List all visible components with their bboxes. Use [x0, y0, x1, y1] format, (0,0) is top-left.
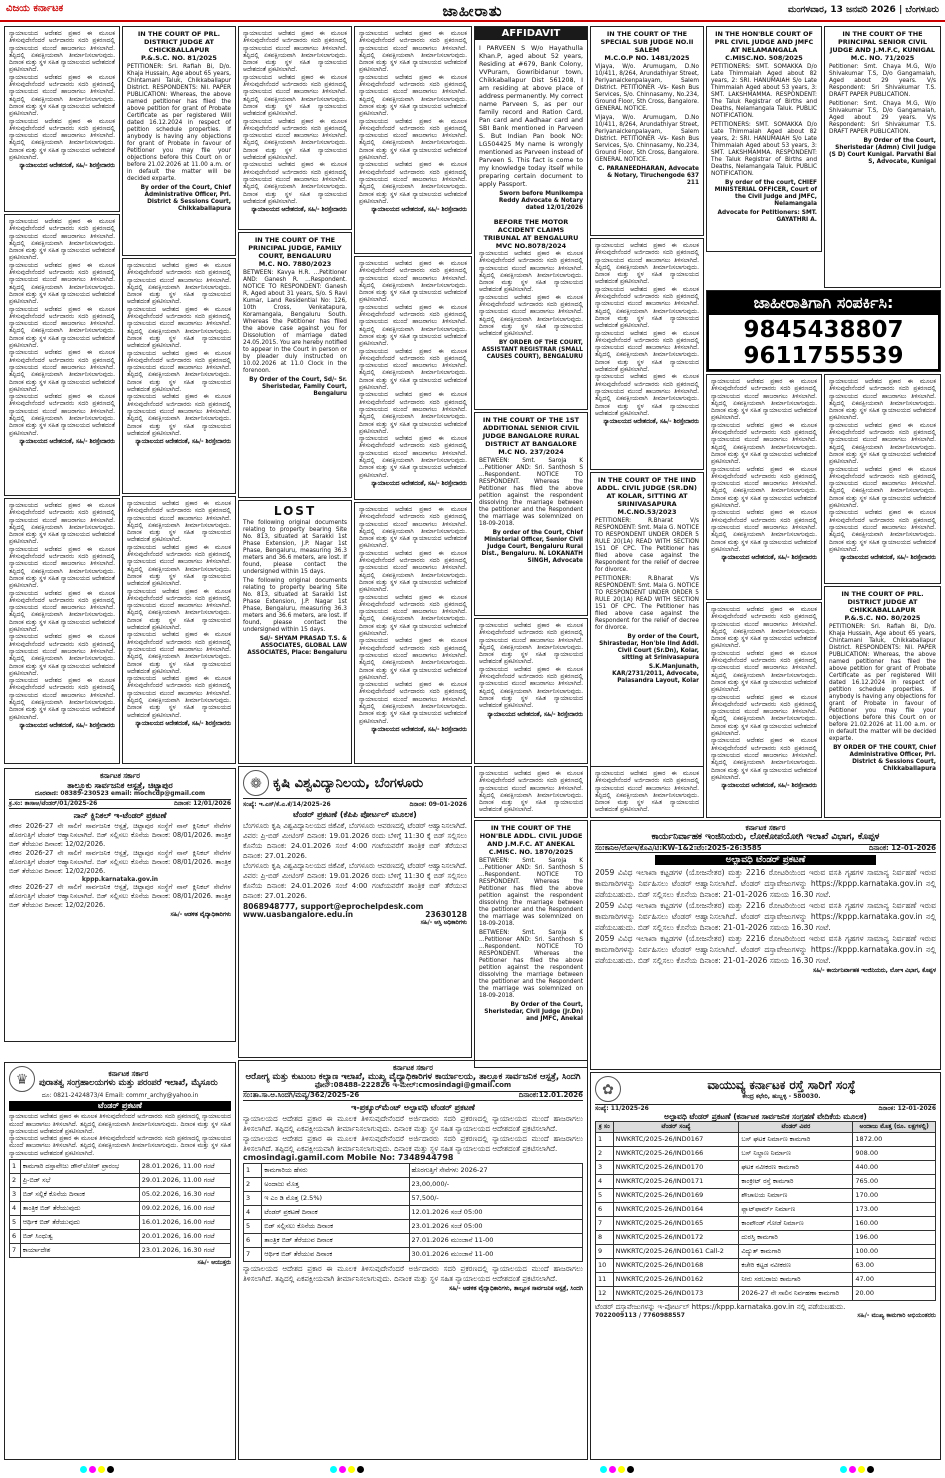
nwkrtc-tender-cell: NWKRTC/2025-26/IND0164: [613, 1203, 739, 1217]
nwkrtc-tender-cell: ವಿದ್ಯುತ್ ಕಾಮಗಾರಿ: [739, 1245, 853, 1259]
kannada-court-notice-7: ನ್ಯಾಯಾಲಯದ ಆದೇಶದ ಪ್ರಕಾರ ಈ ಮೂಲಕ ತಿಳಿಸುವುದೇನೆಂದರೆ ಅರ್ಜಿದಾರರು ಸದರಿ ಪ್ರಕರಣದಲ್ಲಿ ನ್ಯಾಯಾಲಯದ ಮುಂದೆ ಹಾಜರಾಗಲು ತಿಳಿಸಲಾಗಿದೆ. ತಪ್ಪಿದಲ್ಲಿ ಏಕಪಕ್ಷೀಯವಾಗಿ ತೀರ್ಮಾನಿಸಲಾಗುವುದು. ದಿನಾಂಕ ಮತ್ತು ಸ್ಥಳ ಸಹಿತ ನ್ಯಾಯಾಲಯದ ಆದೇಶದಂತೆ ಪ್ರಕಟಿಸಲಾಗಿದೆ. ನ್ಯಾಯಾಲಯದ ಆದೇಶದ ಪ್ರಕಾರ ಈ ಮೂಲಕ ತಿಳಿಸುವುದೇನೆಂದರೆ ಅರ್ಜಿದಾರರು ಸದರಿ ಪ್ರಕರಣದಲ್ಲಿ ನ್ಯಾಯಾಲಯದ ಮುಂದೆ ಹಾಜರಾಗಲು ತಿಳಿಸಲಾಗಿದೆ. ತಪ್ಪಿದಲ್ಲಿ ಏಕಪಕ್ಷೀಯವಾಗಿ ತೀರ್ಮಾನಿಸಲಾಗುವುದು. ದಿನಾಂಕ ಮತ್ತು ಸ್ಥಳ ಸಹಿತ ನ್ಯಾಯಾಲಯದ ಆದೇಶದಂತೆ ಪ್ರಕಟಿಸಲಾಗಿದೆ. ನ್ಯಾಯಾಲಯದ ಆದೇಶದ ಪ್ರಕಾರ ಈ ಮೂಲಕ ತಿಳಿಸುವುದೇನೆಂದರೆ ಅರ್ಜಿದಾರರು ಸದರಿ ಪ್ರಕರಣದಲ್ಲಿ ನ್ಯಾಯಾಲಯದ ಮುಂದೆ ಹಾಜರಾಗಲು ತಿಳಿಸಲಾಗಿದೆ. ತಪ್ಪಿದಲ್ಲಿ ಏಕಪಕ್ಷೀಯವಾಗಿ ತೀರ್ಮಾನಿಸಲಾಗುವುದು. ದಿನಾಂಕ ಮತ್ತು ಸ್ಥಳ ಸಹಿತ ನ್ಯಾಯಾಲಯದ ಆದೇಶದಂತೆ ಪ್ರಕಟಿಸಲಾಗಿದೆ. ನ್ಯಾಯಾಲಯದ ಆದೇಶದ ಪ್ರಕಾರ ಈ ಮೂಲಕ ತಿಳಿಸುವುದೇನೆಂದರೆ ಅರ್ಜಿದಾರರು ಸದರಿ ಪ್ರಕರಣದಲ್ಲಿ ನ್ಯಾಯಾಲಯದ ಮುಂದೆ ಹಾಜರಾಗಲು ತಿಳಿಸಲಾಗಿದೆ. ತಪ್ಪಿದಲ್ಲಿ ಏಕಪಕ್ಷೀಯವಾಗಿ ತೀರ್ಮಾನಿಸಲಾಗುವುದು. ದಿನಾಂಕ ಮತ್ತು ಸ್ಥಳ ಸಹಿತ ನ್ಯಾಯಾಲಯದ ಆದೇಶದಂತೆ ಪ್ರಕಟಿಸಲಾಗಿದೆ. ನ್ಯಾಯಾಲಯದ ಆದೇಶದಂತೆ, ಸಹಿ/- ಶಿರಸ್ತೇದಾರರು: [354, 26, 472, 254]
nwkrtc-tender-cell: 11: [596, 1273, 614, 1287]
health-tender-table: [243, 1163, 583, 1262]
nwkrtc-tender-cell: 47.00: [853, 1273, 936, 1287]
helpdesk-contact[interactable]: 8068948777, support@eprochelpdesk.com: [243, 902, 424, 912]
nwkrtc-tender-cell: ಪ್ಲಾಟ್‌ಫಾರ್ಮ್ ನಿರ್ಮಾಣ: [739, 1203, 853, 1217]
health-tender-cell: 7: [244, 1247, 262, 1261]
ad-phone-2[interactable]: 9611755539: [743, 343, 904, 369]
archaeology-schedule-cell: ಬಿಡ್ ಸಲ್ಲಿಕೆ ಕೊನೆಯ ದಿನಾಂಕ: [20, 1188, 139, 1202]
nwkrtc-tender-cell: 1872.00: [853, 1133, 936, 1147]
tender-notice-nwkrtc: ✿ ವಾಯುವ್ಯ ಕರ್ನಾಟಕ ರಸ್ತೆ ಸಾರಿಗೆ ಸಂಸ್ಥೆ ಕೇಂದ್ರ ಕಛೇರಿ, ಹುಬ್ಬಳ್ಳಿ - 580030. ಸಂಖ್ಯೆ: 11/2025-26 ದಿನಾಂಕ: 12-01-2026 ಅಲ್ಪಾವಧಿ ಟೆಂಡರ್ ಪ್ರಕಟಣೆ (ಕರ್ನಾಟಕ ಸಾರ್ವಜನಿಕ ಸಂಗ್ರಹಣೆ ವೇದಿಕೆಯ ಮೂಲಕ) ಕ್ರ ಸಂ ಟೆಂಡರ್ ಸಂಖ್ಯೆ ಟೆಂಡರ್ ವಿವರ ಅಂದಾಜು ಮೊತ್ತ (ರೂ. ಲಕ್ಷಗಳಲ್ಲಿ) 1 NWKRTC/2025-26/IND0167 ಬಸ್ ಘಟಕ ನಿರ್ಮಾಣ ಕಾಮಗಾರಿ 1872.00 2 NWKRTC/2025-26/IND0166 ಬಸ್ ನಿಲ್ದಾಣ ನಿರ್ಮಾಣ 908.00 3 NWKRTC/2025-26/IND0170 ಘಟಕ ನವೀಕರಣ ಕಾಮಗಾರಿ 440.00 4 NWKRTC/2025-26/IND0171 ಕಾಂಕ್ರೀಟ್ ರಸ್ತೆ ಕಾಮಗಾರಿ 765.00 5 NWKRTC/2025-26/IND0169 ಶೌಚಾಲಯ ನಿರ್ಮಾಣ 170.00 6 NWKRTC/2025-26/IND0164 ಪ್ಲಾಟ್‌ಫಾರ್ಮ್ ನಿರ್ಮಾಣ 173.00 7 NWKRTC/2025-26/IND0165 ಕಾಂಪೌಂಡ್ ಗೋಡೆ ನಿರ್ಮಾಣ 160.00 8 NWKRTC/2025-26/IND0172 ದುರಸ್ತಿ ಕಾಮಗಾರಿ 196.00 9 NWKRTC/2025-26/IND0161 Call-2 ವಿದ್ಯುತ್ ಕಾಮಗಾರಿ 100.00 10 NWKRTC/2025-26/IND0168 ಕಚೇರಿ ಕಟ್ಟಡ ನವೀಕರಣ 63.00 11 NWKRTC/2025-26/IND0162 ನೀರು ಸರಬರಾಜು ಕಾಮಗಾರಿ 47.00 12 NWKRTC/2025-26/IND0173 2026-27 ನೇ ಸಾಲಿನ ನಿರ್ವಹಣಾ ಕಾಮಗಾರಿ 20.00 ಟೆಂಡರ್ ದಸ್ತಾವೇಜುಗಳನ್ನು ಇ-ಪೋರ್ಟಲ್ https://kppp.karnataka.gov.in ನಲ್ಲಿ ಪಡೆಯಬಹುದು. 7022009113 / 7760988557 ಸಹಿ/- ಮುಖ್ಯ ಕಾಮಗಾರಿ ಅಭಿಯಂತರರು: [590, 1072, 941, 1460]
archaeology-schedule-cell: 4: [10, 1202, 21, 1216]
court-notice-nelamangala: IN THE HON'BLE COURT OF PRL CIVIL JUDGE AND JMFC AT NELAMANGALA C.MISC.NO. 508/2025 PETITIONERS: SMT. SOMAKKA D/o Late Thimmaiah Aged about 82 years, 2: SRI. HANUMAIAH S/o Late Thimmaiah Aged about 53 years, 3: SMT. LAKSHMAMMA. RESPONDENT: The Taluk Registrar of Births and Deaths, Nelamangala Taluk. PUBLIC NOTIFICATION. PETITIONERS: SMT. SOMAKKA D/o Late Thimmaiah Aged about 82 years, 2: SRI. HANUMAIAH S/o Late Thimmaiah Aged about 53 years, 3: SMT. LAKSHMAMMA. RESPONDENT: The Taluk Registrar of Births and Deaths, Nelamangala Taluk. PUBLIC NOTIFICATION. By order of the court, CHIEF MINISTERIAL OFFICER, Court of the Civil Judge and JMFC, Nelamangala Advocate for Petitioners: SMT. GAYATHRI A.: [706, 26, 822, 252]
kannada-court-notice-1: ನ್ಯಾಯಾಲಯದ ಆದೇಶದ ಪ್ರಕಾರ ಈ ಮೂಲಕ ತಿಳಿಸುವುದೇನೆಂದರೆ ಅರ್ಜಿದಾರರು ಸದರಿ ಪ್ರಕರಣದಲ್ಲಿ ನ್ಯಾಯಾಲಯದ ಮುಂದೆ ಹಾಜರಾಗಲು ತಿಳಿಸಲಾಗಿದೆ. ತಪ್ಪಿದಲ್ಲಿ ಏಕಪಕ್ಷೀಯವಾಗಿ ತೀರ್ಮಾನಿಸಲಾಗುವುದು. ದಿನಾಂಕ ಮತ್ತು ಸ್ಥಳ ಸಹಿತ ನ್ಯಾಯಾಲಯದ ಆದೇಶದಂತೆ ಪ್ರಕಟಿಸಲಾಗಿದೆ. ನ್ಯಾಯಾಲಯದ ಆದೇಶದ ಪ್ರಕಾರ ಈ ಮೂಲಕ ತಿಳಿಸುವುದೇನೆಂದರೆ ಅರ್ಜಿದಾರರು ಸದರಿ ಪ್ರಕರಣದಲ್ಲಿ ನ್ಯಾಯಾಲಯದ ಮುಂದೆ ಹಾಜರಾಗಲು ತಿಳಿಸಲಾಗಿದೆ. ತಪ್ಪಿದಲ್ಲಿ ಏಕಪಕ್ಷೀಯವಾಗಿ ತೀರ್ಮಾನಿಸಲಾಗುವುದು. ದಿನಾಂಕ ಮತ್ತು ಸ್ಥಳ ಸಹಿತ ನ್ಯಾಯಾಲಯದ ಆದೇಶದಂತೆ ಪ್ರಕಟಿಸಲಾಗಿದೆ. ನ್ಯಾಯಾಲಯದ ಆದೇಶದ ಪ್ರಕಾರ ಈ ಮೂಲಕ ತಿಳಿಸುವುದೇನೆಂದರೆ ಅರ್ಜಿದಾರರು ಸದರಿ ಪ್ರಕರಣದಲ್ಲಿ ನ್ಯಾಯಾಲಯದ ಮುಂದೆ ಹಾಜರಾಗಲು ತಿಳಿಸಲಾಗಿದೆ. ತಪ್ಪಿದಲ್ಲಿ ಏಕಪಕ್ಷೀಯವಾಗಿ ತೀರ್ಮಾನಿಸಲಾಗುವುದು. ದಿನಾಂಕ ಮತ್ತು ಸ್ಥಳ ಸಹಿತ ನ್ಯಾಯಾಲಯದ ಆದೇಶದಂತೆ ಪ್ರಕಟಿಸಲಾಗಿದೆ. ನ್ಯಾಯಾಲಯದ ಆದೇಶದಂತೆ, ಸಹಿ/- ಶಿರಸ್ತೇದಾರರು: [4, 26, 120, 212]
nwkrtc-tender-cell: NWKRTC/2025-26/IND0169: [613, 1189, 739, 1203]
nwkrtc-tender-cell: NWKRTC/2025-26/IND0168: [613, 1259, 739, 1273]
nwkrtc-tender-row: [596, 1259, 936, 1273]
nwkrtc-logo-icon: ✿: [595, 1076, 621, 1102]
archaeology-schedule-cell: 05.02.2026, 16.30 ಗಂಟೆ: [139, 1188, 230, 1202]
archaeology-schedule-cell: ಕಾಮಗಾರಿ ದಸ್ತಾವೇಜು ಡೌನ್‌ಲೋಡ್ ಪ್ರಾರಂಭ: [20, 1160, 139, 1174]
kannada-court-notice-11: ನ್ಯಾಯಾಲಯದ ಆದೇಶದ ಪ್ರಕಾರ ಈ ಮೂಲಕ ತಿಳಿಸುವುದೇನೆಂದರೆ ಅರ್ಜಿದಾರರು ಸದರಿ ಪ್ರಕರಣದಲ್ಲಿ ನ್ಯಾಯಾಲಯದ ಮುಂದೆ ಹಾಜರಾಗಲು ತಿಳಿಸಲಾಗಿದೆ. ತಪ್ಪಿದಲ್ಲಿ ಏಕಪಕ್ಷೀಯವಾಗಿ ತೀರ್ಮಾನಿಸಲಾಗುವುದು. ದಿನಾಂಕ ಮತ್ತು ಸ್ಥಳ ಸಹಿತ ನ್ಯಾಯಾಲಯದ ಆದೇಶದಂತೆ ಪ್ರಕಟಿಸಲಾಗಿದೆ. ನ್ಯಾಯಾಲಯದ ಆದೇಶದ ಪ್ರಕಾರ ಈ ಮೂಲಕ ತಿಳಿಸುವುದೇನೆಂದರೆ ಅರ್ಜಿದಾರರು ಸದರಿ ಪ್ರಕರಣದಲ್ಲಿ ನ್ಯಾಯಾಲಯದ ಮುಂದೆ ಹಾಜರಾಗಲು ತಿಳಿಸಲಾಗಿದೆ. ತಪ್ಪಿದಲ್ಲಿ ಏಕಪಕ್ಷೀಯವಾಗಿ ತೀರ್ಮಾನಿಸಲಾಗುವುದು. ದಿನಾಂಕ ಮತ್ತು ಸ್ಥಳ ಸಹಿತ ನ್ಯಾಯಾಲಯದ ಆದೇಶದಂತೆ ಪ್ರಕಟಿಸಲಾಗಿದೆ. ನ್ಯಾಯಾಲಯದ ಆದೇಶದ ಪ್ರಕಾರ ಈ ಮೂಲಕ ತಿಳಿಸುವುದೇನೆಂದರೆ ಅರ್ಜಿದಾರರು ಸದರಿ ಪ್ರಕರಣದಲ್ಲಿ ನ್ಯಾಯಾಲಯದ ಮುಂದೆ ಹಾಜರಾಗಲು ತಿಳಿಸಲಾಗಿದೆ. ತಪ್ಪಿದಲ್ಲಿ ಏಕಪಕ್ಷೀಯವಾಗಿ ತೀರ್ಮಾನಿಸಲಾಗುವುದು. ದಿನಾಂಕ ಮತ್ತು ಸ್ಥಳ ಸಹಿತ ನ್ಯಾಯಾಲಯದ ಆದೇಶದಂತೆ ಪ್ರಕಟಿಸಲಾಗಿದೆ. ನ್ಯಾಯಾಲಯದ ಆದೇಶದ ಪ್ರಕಾರ ಈ ಮೂಲಕ ತಿಳಿಸುವುದೇನೆಂದರೆ ಅರ್ಜಿದಾರರು ಸದರಿ ಪ್ರಕರಣದಲ್ಲಿ ನ್ಯಾಯಾಲಯದ ಮುಂದೆ ಹಾಜರಾಗಲು ತಿಳಿಸಲಾಗಿದೆ. ತಪ್ಪಿದಲ್ಲಿ ಏಕಪಕ್ಷೀಯವಾಗಿ ತೀರ್ಮಾನಿಸಲಾಗುವುದು. ದಿನಾಂಕ ಮತ್ತು ಸ್ಥಳ ಸಹಿತ ನ್ಯಾಯಾಲಯದ ಆದೇಶದಂತೆ ಪ್ರಕಟಿಸಲಾಗಿದೆ. ನ್ಯಾಯಾಲಯದ ಆದೇಶದಂತೆ, ಸಹಿ/- ಶಿರಸ್ತೇದಾರರು: [590, 238, 704, 470]
nwkrtc-tender-cell: ಬಸ್ ಘಟಕ ನಿರ್ಮಾಣ ಕಾಮಗಾರಿ: [739, 1133, 853, 1147]
nwkrtc-tender-cell: 9: [596, 1245, 614, 1259]
nwkrtc-tender-cell: NWKRTC/2025-26/IND0173: [613, 1287, 739, 1301]
health-tender-cell: ಆರ್ಥಿಕ ಬಿಡ್ ತೆರೆಯುವ ದಿನಾಂಕ: [262, 1247, 409, 1261]
archaeology-schedule-cell: ಬಿಡ್ ಸಿಂಧುತ್ವ: [20, 1230, 139, 1244]
health-tender-cell: ಅಂದಾಜು ಮೊತ್ತ: [262, 1177, 409, 1191]
kannada-court-notice-2: ನ್ಯಾಯಾಲಯದ ಆದೇಶದ ಪ್ರಕಾರ ಈ ಮೂಲಕ ತಿಳಿಸುವುದೇನೆಂದರೆ ಅರ್ಜಿದಾರರು ಸದರಿ ಪ್ರಕರಣದಲ್ಲಿ ನ್ಯಾಯಾಲಯದ ಮುಂದೆ ಹಾಜರಾಗಲು ತಿಳಿಸಲಾಗಿದೆ. ತಪ್ಪಿದಲ್ಲಿ ಏಕಪಕ್ಷೀಯವಾಗಿ ತೀರ್ಮಾನಿಸಲಾಗುವುದು. ದಿನಾಂಕ ಮತ್ತು ಸ್ಥಳ ಸಹಿತ ನ್ಯಾಯಾಲಯದ ಆದೇಶದಂತೆ ಪ್ರಕಟಿಸಲಾಗಿದೆ. ನ್ಯಾಯಾಲಯದ ಆದೇಶದ ಪ್ರಕಾರ ಈ ಮೂಲಕ ತಿಳಿಸುವುದೇನೆಂದರೆ ಅರ್ಜಿದಾರರು ಸದರಿ ಪ್ರಕರಣದಲ್ಲಿ ನ್ಯಾಯಾಲಯದ ಮುಂದೆ ಹಾಜರಾಗಲು ತಿಳಿಸಲಾಗಿದೆ. ತಪ್ಪಿದಲ್ಲಿ ಏಕಪಕ್ಷೀಯವಾಗಿ ತೀರ್ಮಾನಿಸಲಾಗುವುದು. ದಿನಾಂಕ ಮತ್ತು ಸ್ಥಳ ಸಹಿತ ನ್ಯಾಯಾಲಯದ ಆದೇಶದಂತೆ ಪ್ರಕಟಿಸಲಾಗಿದೆ. ನ್ಯಾಯಾಲಯದ ಆದೇಶದ ಪ್ರಕಾರ ಈ ಮೂಲಕ ತಿಳಿಸುವುದೇನೆಂದರೆ ಅರ್ಜಿದಾರರು ಸದರಿ ಪ್ರಕರಣದಲ್ಲಿ ನ್ಯಾಯಾಲಯದ ಮುಂದೆ ಹಾಜರಾಗಲು ತಿಳಿಸಲಾಗಿದೆ. ತಪ್ಪಿದಲ್ಲಿ ಏಕಪಕ್ಷೀಯವಾಗಿ ತೀರ್ಮಾನಿಸಲಾಗುವುದು. ದಿನಾಂಕ ಮತ್ತು ಸ್ಥಳ ಸಹಿತ ನ್ಯಾಯಾಲಯದ ಆದೇಶದಂತೆ ಪ್ರಕಟಿಸಲಾಗಿದೆ. ನ್ಯಾಯಾಲಯದ ಆದೇಶದ ಪ್ರಕಾರ ಈ ಮೂಲಕ ತಿಳಿಸುವುದೇನೆಂದರೆ ಅರ್ಜಿದಾರರು ಸದರಿ ಪ್ರಕರಣದಲ್ಲಿ ನ್ಯಾಯಾಲಯದ ಮುಂದೆ ಹಾಜರಾಗಲು ತಿಳಿಸಲಾಗಿದೆ. ತಪ್ಪಿದಲ್ಲಿ ಏಕಪಕ್ಷೀಯವಾಗಿ ತೀರ್ಮಾನಿಸಲಾಗುವುದು. ದಿನಾಂಕ ಮತ್ತು ಸ್ಥಳ ಸಹಿತ ನ್ಯಾಯಾಲಯದ ಆದೇಶದಂತೆ ಪ್ರಕಟಿಸಲಾಗಿದೆ. ನ್ಯಾಯಾಲಯದ ಆದೇಶದ ಪ್ರಕಾರ ಈ ಮೂಲಕ ತಿಳಿಸುವುದೇನೆಂದರೆ ಅರ್ಜಿದಾರರು ಸದರಿ ಪ್ರಕರಣದಲ್ಲಿ ನ್ಯಾಯಾಲಯದ ಮುಂದೆ ಹಾಜರಾಗಲು ತಿಳಿಸಲಾಗಿದೆ. ತಪ್ಪಿದಲ್ಲಿ ಏಕಪಕ್ಷೀಯವಾಗಿ ತೀರ್ಮಾನಿಸಲಾಗುವುದು. ದಿನಾಂಕ ಮತ್ತು ಸ್ಥಳ ಸಹಿತ ನ್ಯಾಯಾಲಯದ ಆದೇಶದಂತೆ ಪ್ರಕಟಿಸಲಾಗಿದೆ. ನ್ಯಾಯಾಲಯದ ಆದೇಶದಂತೆ, ಸಹಿ/- ಶಿರಸ್ತೇದಾರರು: [4, 214, 120, 496]
health-tender-row: [244, 1233, 583, 1247]
archaeology-schedule-cell: 29.01.2026, 11.00 ಗಂಟೆ: [139, 1174, 230, 1188]
nwkrtc-tender-cell: NWKRTC/2025-26/IND0166: [613, 1147, 739, 1161]
archaeology-schedule-cell: 1: [10, 1160, 21, 1174]
nwkrtc-tender-cell: ಘಟಕ ನವೀಕರಣ ಕಾಮಗಾರಿ: [739, 1161, 853, 1175]
nwkrtc-tender-cell: 1: [596, 1133, 614, 1147]
archaeology-schedule-table: [9, 1159, 231, 1258]
court-notice-anekal: IN THE COURT OF THE HON'BLE ADDL. CIVIL JUDGE AND J.M.F.C. AT ANEKAL C.MISC. NO. 1870/2025 BETWEEN: Smt. Saroja K ...Petitioner AND: Sri. Santhosh S ...Respondent. NOTICE TO RESPONDENT. Whereas the Petitioner has filed the above petition against the respondent dissolving the marriage between the petitioner and the Respondent the marriage was solemnized on 18-09-2018. BETWEEN: Smt. Saroja K ...Petitioner AND: Sri. Santhosh S ...Respondent. NOTICE TO RESPONDENT. Whereas the Petitioner has filed the above petition against the respondent dissolving the marriage between the petitioner and the Respondent the marriage was solemnized on 18-09-2018. By Order of the Court, Sheristedar, Civil Judge (Jr.Dn) and JMFC, Anekal: [474, 820, 588, 1068]
nwkrtc-tender-row: [596, 1217, 936, 1231]
tender-notice-health-sindagi: ಕರ್ನಾಟಕ ಸರ್ಕಾರ ಆರೋಗ್ಯ ಮತ್ತು ಕುಟುಂಬ ಕಲ್ಯಾಣ ಇಲಾಖೆ, ಮುಖ್ಯ ವೈದ್ಯಾಧಿಕಾರಿಗಳ ಕಾರ್ಯಾಲಯ, ತಾಲ್ಲೂಕ ಸಾರ್ವಜನಿಕ ಆಸ್ಪತ್ರೆ, ಸಿಂದಗಿ ಫೋನ್:08488-222826 ಇ-ಮೇಲ್:cmosindagi@gmail.com ಸಂ:ತಾ.ಸಾ.ಆ.ಸಿಂದಗಿ/ಮವ್ಯ/362/2025-26 ದಿನಾಂಕ:12.01.2026 ಇ-ಪ್ರಕ್ಯೂರ್‌ಮೆಂಟ್ ಅಲ್ಪಾವಧಿ ಟೆಂಡರ್ ಪ್ರಕಟಣೆ ನ್ಯಾಯಾಲಯದ ಆದೇಶದ ಪ್ರಕಾರ ಈ ಮೂಲಕ ತಿಳಿಸುವುದೇನೆಂದರೆ ಅರ್ಜಿದಾರರು ಸದರಿ ಪ್ರಕರಣದಲ್ಲಿ ನ್ಯಾಯಾಲಯದ ಮುಂದೆ ಹಾಜರಾಗಲು ತಿಳಿಸಲಾಗಿದೆ. ತಪ್ಪಿದಲ್ಲಿ ಏಕಪಕ್ಷೀಯವಾಗಿ ತೀರ್ಮಾನಿಸಲಾಗುವುದು. ದಿನಾಂಕ ಮತ್ತು ಸ್ಥಳ ಸಹಿತ ನ್ಯಾಯಾಲಯದ ಆದೇಶದಂತೆ ಪ್ರಕಟಿಸಲಾಗಿದೆ. ನ್ಯಾಯಾಲಯದ ಆದೇಶದ ಪ್ರಕಾರ ಈ ಮೂಲಕ ತಿಳಿಸುವುದೇನೆಂದರೆ ಅರ್ಜಿದಾರರು ಸದರಿ ಪ್ರಕರಣದಲ್ಲಿ ನ್ಯಾಯಾಲಯದ ಮುಂದೆ ಹಾಜರಾಗಲು ತಿಳಿಸಲಾಗಿದೆ. ತಪ್ಪಿದಲ್ಲಿ ಏಕಪಕ್ಷೀಯವಾಗಿ ತೀರ್ಮಾನಿಸಲಾಗುವುದು. ದಿನಾಂಕ ಮತ್ತು ಸ್ಥಳ ಸಹಿತ ನ್ಯಾಯಾಲಯದ ಆದೇಶದಂತೆ ಪ್ರಕಟಿಸಲಾಗಿದೆ. cmosindagi.gamil.com Mobile No: 7348944798 1 ಕಾಮಗಾರಿಯ ಹೆಸರು ಹೊರಗುತ್ತಿಗೆ ಸೇವೆಗಳು 2026-27 2 ಅಂದಾಜು ಮೊತ್ತ 23,00,000/- 3 ಇ ಎಂ ಡಿ ಮೊತ್ತ (2.5%) 57,500/- 4 ಟೆಂಡರ್ ಪ್ರಕಟಣೆ ದಿನಾಂಕ 12.01.2026 ಸಂಜೆ 05:00 5 ಬಿಡ್ ಸಲ್ಲಿಸಲು ಕೊನೆಯ ದಿನಾಂಕ 23.01.2026 ಸಂಜೆ 05:00 6 ತಾಂತ್ರಿಕ ಬಿಡ್ ತೆರೆಯುವ ದಿನಾಂಕ 27.01.2026 ಮುಂಜಾನೆ 11-00 7 ಆರ್ಥಿಕ ಬಿಡ್ ತೆರೆಯುವ ದಿನಾಂಕ 30.01.2026 ಮುಂಜಾನೆ 11-00 ನ್ಯಾಯಾಲಯದ ಆದೇಶದ ಪ್ರಕಾರ ಈ ಮೂಲಕ ತಿಳಿಸುವುದೇನೆಂದರೆ ಅರ್ಜಿದಾರರು ಸದರಿ ಪ್ರಕರಣದಲ್ಲಿ ನ್ಯಾಯಾಲಯದ ಮುಂದೆ ಹಾಜರಾಗಲು ತಿಳಿಸಲಾಗಿದೆ. ತಪ್ಪಿದಲ್ಲಿ ಏಕಪಕ್ಷೀಯವಾಗಿ ತೀರ್ಮಾನಿಸಲಾಗುವುದು. ದಿನಾಂಕ ಮತ್ತು ಸ್ಥಳ ಸಹಿತ ನ್ಯಾಯಾಲಯದ ಆದೇಶದಂತೆ ಪ್ರಕಟಿಸಲಾಗಿದೆ. ಸಹಿ/- ಆಡಳಿತ ವೈದ್ಯಾಧಿಕಾರಿಗಳು, ತಾಲ್ಲೂಕ ಸಾರ್ವಜನಿಕ ಆಸ್ಪತ್ರೆ, ಸಿಂದಗಿ: [238, 1060, 588, 1460]
tender-notice-pwd-koppal: ಕರ್ನಾಟಕ ಸರ್ಕಾರ ಕಾರ್ಯನಿರ್ವಾಹಕ ಇಂಜಿನಿಯರು, ಲೋಕೋಪಯೋಗಿ ಇಲಾಖೆ ವಿಭಾಗ, ಕೊಪ್ಪಳ ಸಂ:ಕಾನಿಅ/ಲೋಇ/ಕೊವಿ/ಟಿ:KW-1&2:ಟೆಂ:2025-26:3585 ದಿನಾಂಕ: 12-01-2026 ಅಲ್ಪಾವಧಿ ಟೆಂಡರ್ ಪ್ರಕಟಣೆ 2059 ವಿವಿಧ ಇಲಾಖಾ ಕಟ್ಟಡಗಳ (ಯೋಜನೇತರ) ಮತ್ತು 2216 ರೋಟರಿಯಿಂದ ಇರುವ ವಸತಿ ಗೃಹಗಳ ಸಾಮಾನ್ಯ ನಿರ್ವಹಣೆ ಇರುವ ಕಾಮಗಾರಿಗಳನ್ನು ನಿರ್ವಹಿಸಲು ಟೆಂಡರ್ ಆಹ್ವಾನಿಸಲಾಗಿದೆ. ಟೆಂಡರ್ ದಸ್ತಾವೇಜುಗಳನ್ನು https://kppp.karnataka.gov.in ನಲ್ಲಿ ಪಡೆಯಬಹುದು. ಬಿಡ್ ಸಲ್ಲಿಸಲು ಕೊನೆಯ ದಿನಾಂಕ: 21-01-2026 ಸಮಯ 16.30 ಗಂಟೆ. 2059 ವಿವಿಧ ಇಲಾಖಾ ಕಟ್ಟಡಗಳ (ಯೋಜನೇತರ) ಮತ್ತು 2216 ರೋಟರಿಯಿಂದ ಇರುವ ವಸತಿ ಗೃಹಗಳ ಸಾಮಾನ್ಯ ನಿರ್ವಹಣೆ ಇರುವ ಕಾಮಗಾರಿಗಳನ್ನು ನಿರ್ವಹಿಸಲು ಟೆಂಡರ್ ಆಹ್ವಾನಿಸಲಾಗಿದೆ. ಟೆಂಡರ್ ದಸ್ತಾವೇಜುಗಳನ್ನು https://kppp.karnataka.gov.in ನಲ್ಲಿ ಪಡೆಯಬಹುದು. ಬಿಡ್ ಸಲ್ಲಿಸಲು ಕೊನೆಯ ದಿನಾಂಕ: 21-01-2026 ಸಮಯ 16.30 ಗಂಟೆ. 2059 ವಿವಿಧ ಇಲಾಖಾ ಕಟ್ಟಡಗಳ (ಯೋಜನೇತರ) ಮತ್ತು 2216 ರೋಟರಿಯಿಂದ ಇರುವ ವಸತಿ ಗೃಹಗಳ ಸಾಮಾನ್ಯ ನಿರ್ವಹಣೆ ಇರುವ ಕಾಮಗಾರಿಗಳನ್ನು ನಿರ್ವಹಿಸಲು ಟೆಂಡರ್ ಆಹ್ವಾನಿಸಲಾಗಿದೆ. ಟೆಂಡರ್ ದಸ್ತಾವೇಜುಗಳನ್ನು https://kppp.karnataka.gov.in ನಲ್ಲಿ ಪಡೆಯಬಹುದು. ಬಿಡ್ ಸಲ್ಲಿಸಲು ಕೊನೆಯ ದಿನಾಂಕ: 21-01-2026 ಸಮಯ 16.30 ಗಂಟೆ. ಸಹಿ/- ಕಾರ್ಯನಿರ್ವಾಹಕ ಇಂಜಿನಿಯರು, ಲೋಇ ವಿಭಾಗ, ಕೊಪ್ಪಳ: [590, 820, 941, 1070]
university-website-link[interactable]: www.uasbangalore.edu.in: [243, 909, 354, 919]
nwkrtc-column-header: ಅಂದಾಜು ಮೊತ್ತ (ರೂ. ಲಕ್ಷಗಳಲ್ಲಿ): [853, 1122, 936, 1133]
nwkrtc-tender-cell: ಕಚೇರಿ ಕಟ್ಟಡ ನವೀಕರಣ: [739, 1259, 853, 1273]
nwkrtc-tender-row: [596, 1147, 936, 1161]
health-tender-cell: 4: [244, 1205, 262, 1219]
health-tender-cell: 23,00,000/-: [409, 1177, 583, 1191]
nwkrtc-tender-cell: NWKRTC/2025-26/IND0172: [613, 1231, 739, 1245]
health-tender-row: [244, 1205, 583, 1219]
health-tender-row: [244, 1191, 583, 1205]
kannada-court-notice-9: ನ್ಯಾಯಾಲಯದ ಆದೇಶದ ಪ್ರಕಾರ ಈ ಮೂಲಕ ತಿಳಿಸುವುದೇನೆಂದರೆ ಅರ್ಜಿದಾರರು ಸದರಿ ಪ್ರಕರಣದಲ್ಲಿ ನ್ಯಾಯಾಲಯದ ಮುಂದೆ ಹಾಜರಾಗಲು ತಿಳಿಸಲಾಗಿದೆ. ತಪ್ಪಿದಲ್ಲಿ ಏಕಪಕ್ಷೀಯವಾಗಿ ತೀರ್ಮಾನಿಸಲಾಗುವುದು. ದಿನಾಂಕ ಮತ್ತು ಸ್ಥಳ ಸಹಿತ ನ್ಯಾಯಾಲಯದ ಆದೇಶದಂತೆ ಪ್ರಕಟಿಸಲಾಗಿದೆ. ನ್ಯಾಯಾಲಯದ ಆದೇಶದ ಪ್ರಕಾರ ಈ ಮೂಲಕ ತಿಳಿಸುವುದೇನೆಂದರೆ ಅರ್ಜಿದಾರರು ಸದರಿ ಪ್ರಕರಣದಲ್ಲಿ ನ್ಯಾಯಾಲಯದ ಮುಂದೆ ಹಾಜರಾಗಲು ತಿಳಿಸಲಾಗಿದೆ. ತಪ್ಪಿದಲ್ಲಿ ಏಕಪಕ್ಷೀಯವಾಗಿ ತೀರ್ಮಾನಿಸಲಾಗುವುದು. ದಿನಾಂಕ ಮತ್ತು ಸ್ಥಳ ಸಹಿತ ನ್ಯಾಯಾಲಯದ ಆದೇಶದಂತೆ ಪ್ರಕಟಿಸಲಾಗಿದೆ. ನ್ಯಾಯಾಲಯದ ಆದೇಶದ ಪ್ರಕಾರ ಈ ಮೂಲಕ ತಿಳಿಸುವುದೇನೆಂದರೆ ಅರ್ಜಿದಾರರು ಸದರಿ ಪ್ರಕರಣದಲ್ಲಿ ನ್ಯಾಯಾಲಯದ ಮುಂದೆ ಹಾಜರಾಗಲು ತಿಳಿಸಲಾಗಿದೆ. ತಪ್ಪಿದಲ್ಲಿ ಏಕಪಕ್ಷೀಯವಾಗಿ ತೀರ್ಮಾನಿಸಲಾಗುವುದು. ದಿನಾಂಕ ಮತ್ತು ಸ್ಥಳ ಸಹಿತ ನ್ಯಾಯಾಲಯದ ಆದೇಶದಂತೆ ಪ್ರಕಟಿಸಲಾಗಿದೆ. ನ್ಯಾಯಾಲಯದ ಆದೇಶದ ಪ್ರಕಾರ ಈ ಮೂಲಕ ತಿಳಿಸುವುದೇನೆಂದರೆ ಅರ್ಜಿದಾರರು ಸದರಿ ಪ್ರಕರಣದಲ್ಲಿ ನ್ಯಾಯಾಲಯದ ಮುಂದೆ ಹಾಜರಾಗಲು ತಿಳಿಸಲಾಗಿದೆ. ತಪ್ಪಿದಲ್ಲಿ ಏಕಪಕ್ಷೀಯವಾಗಿ ತೀರ್ಮಾನಿಸಲಾಗುವುದು. ದಿನಾಂಕ ಮತ್ತು ಸ್ಥಳ ಸಹಿತ ನ್ಯಾಯಾಲಯದ ಆದೇಶದಂತೆ ಪ್ರಕಟಿಸಲಾಗಿದೆ. ನ್ಯಾಯಾಲಯದ ಆದೇಶದ ಪ್ರಕಾರ ಈ ಮೂಲಕ ತಿಳಿಸುವುದೇನೆಂದರೆ ಅರ್ಜಿದಾರರು ಸದರಿ ಪ್ರಕರಣದಲ್ಲಿ ನ್ಯಾಯಾಲಯದ ಮುಂದೆ ಹಾಜರಾಗಲು ತಿಳಿಸಲಾಗಿದೆ. ತಪ್ಪಿದಲ್ಲಿ ಏಕಪಕ್ಷೀಯವಾಗಿ ತೀರ್ಮಾನಿಸಲಾಗುವುದು. ದಿನಾಂಕ ಮತ್ತು ಸ್ಥಳ ಸಹಿತ ನ್ಯಾಯಾಲಯದ ಆದೇಶದಂತೆ ಪ್ರಕಟಿಸಲಾಗಿದೆ. ನ್ಯಾಯಾಲಯದ ಆದೇಶದಂತೆ, ಸಹಿ/- ಶಿರಸ್ತೇದಾರರು: [354, 502, 472, 764]
archaeology-schedule-cell: ಆರ್ಥಿಕ ಬಿಡ್ ತೆರೆಯುವುದು: [20, 1216, 139, 1230]
archaeology-schedule-row: [10, 1188, 231, 1202]
nwkrtc-tender-cell: 170.00: [853, 1189, 936, 1203]
nwkrtc-tender-row: [596, 1273, 936, 1287]
kannada-court-notice-13: ನ್ಯಾಯಾಲಯದ ಆದೇಶದ ಪ್ರಕಾರ ಈ ಮೂಲಕ ತಿಳಿಸುವುದೇನೆಂದರೆ ಅರ್ಜಿದಾರರು ಸದರಿ ಪ್ರಕರಣದಲ್ಲಿ ನ್ಯಾಯಾಲಯದ ಮುಂದೆ ಹಾಜರಾಗಲು ತಿಳಿಸಲಾಗಿದೆ. ತಪ್ಪಿದಲ್ಲಿ ಏಕಪಕ್ಷೀಯವಾಗಿ ತೀರ್ಮಾನಿಸಲಾಗುವುದು. ದಿನಾಂಕ ಮತ್ತು ಸ್ಥಳ ಸಹಿತ ನ್ಯಾಯಾಲಯದ ಆದೇಶದಂತೆ ಪ್ರಕಟಿಸಲಾಗಿದೆ. ನ್ಯಾಯಾಲಯದ ಆದೇಶದ ಪ್ರಕಾರ ಈ ಮೂಲಕ ತಿಳಿಸುವುದೇನೆಂದರೆ ಅರ್ಜಿದಾರರು ಸದರಿ ಪ್ರಕರಣದಲ್ಲಿ ನ್ಯಾಯಾಲಯದ ಮುಂದೆ ಹಾಜರಾಗಲು ತಿಳಿಸಲಾಗಿದೆ. ತಪ್ಪಿದಲ್ಲಿ ಏಕಪಕ್ಷೀಯವಾಗಿ ತೀರ್ಮಾನಿಸಲಾಗುವುದು. ದಿನಾಂಕ ಮತ್ತು ಸ್ಥಳ ಸಹಿತ ನ್ಯಾಯಾಲಯದ ಆದೇಶದಂತೆ ಪ್ರಕಟಿಸಲಾಗಿದೆ. ನ್ಯಾಯಾಲಯದ ಆದೇಶದ ಪ್ರಕಾರ ಈ ಮೂಲಕ ತಿಳಿಸುವುದೇನೆಂದರೆ ಅರ್ಜಿದಾರರು ಸದರಿ ಪ್ರಕರಣದಲ್ಲಿ ನ್ಯಾಯಾಲಯದ ಮುಂದೆ ಹಾಜರಾಗಲು ತಿಳಿಸಲಾಗಿದೆ. ತಪ್ಪಿದಲ್ಲಿ ಏಕಪಕ್ಷೀಯವಾಗಿ ತೀರ್ಮಾನಿಸಲಾಗುವುದು. ದಿನಾಂಕ ಮತ್ತು ಸ್ಥಳ ಸಹಿತ ನ್ಯಾಯಾಲಯದ ಆದೇಶದಂತೆ ಪ್ರಕಟಿಸಲಾಗಿದೆ. ನ್ಯಾಯಾಲಯದ ಆದೇಶದ ಪ್ರಕಾರ ಈ ಮೂಲಕ ತಿಳಿಸುವುದೇನೆಂದರೆ ಅರ್ಜಿದಾರರು ಸದರಿ ಪ್ರಕರಣದಲ್ಲಿ ನ್ಯಾಯಾಲಯದ ಮುಂದೆ ಹಾಜರಾಗಲು ತಿಳಿಸಲಾಗಿದೆ. ತಪ್ಪಿದಲ್ಲಿ ಏಕಪಕ್ಷೀಯವಾಗಿ ತೀರ್ಮಾನಿಸಲಾಗುವುದು. ದಿನಾಂಕ ಮತ್ತು ಸ್ಥಳ ಸಹಿತ ನ್ಯಾಯಾಲಯದ ಆದೇಶದಂತೆ ಪ್ರಕಟಿಸಲಾಗಿದೆ. ನ್ಯಾಯಾಲಯದ ಆದೇಶದಂತೆ, ಸಹಿ/- ಶಿರಸ್ತೇದಾರರು: [824, 374, 941, 584]
health-tender-cell: 30.01.2026 ಮುಂಜಾನೆ 11-00: [409, 1247, 583, 1261]
health-tender-cell: ತಾಂತ್ರಿಕ ಬಿಡ್ ತೆರೆಯುವ ದಿನಾಂಕ: [262, 1233, 409, 1247]
nwkrtc-tender-cell: 908.00: [853, 1147, 936, 1161]
kannada-court-notice-12: ನ್ಯಾಯಾಲಯದ ಆದೇಶದ ಪ್ರಕಾರ ಈ ಮೂಲಕ ತಿಳಿಸುವುದೇನೆಂದರೆ ಅರ್ಜಿದಾರರು ಸದರಿ ಪ್ರಕರಣದಲ್ಲಿ ನ್ಯಾಯಾಲಯದ ಮುಂದೆ ಹಾಜರಾಗಲು ತಿಳಿಸಲಾಗಿದೆ. ತಪ್ಪಿದಲ್ಲಿ ಏಕಪಕ್ಷೀಯವಾಗಿ ತೀರ್ಮಾನಿಸಲಾಗುವುದು. ದಿನಾಂಕ ಮತ್ತು ಸ್ಥಳ ಸಹಿತ ನ್ಯಾಯಾಲಯದ ಆದೇಶದಂತೆ ಪ್ರಕಟಿಸಲಾಗಿದೆ. ನ್ಯಾಯಾಲಯದ ಆದೇಶದ ಪ್ರಕಾರ ಈ ಮೂಲಕ ತಿಳಿಸುವುದೇನೆಂದರೆ ಅರ್ಜಿದಾರರು ಸದರಿ ಪ್ರಕರಣದಲ್ಲಿ ನ್ಯಾಯಾಲಯದ ಮುಂದೆ ಹಾಜರಾಗಲು ತಿಳಿಸಲಾಗಿದೆ. ತಪ್ಪಿದಲ್ಲಿ ಏಕಪಕ್ಷೀಯವಾಗಿ ತೀರ್ಮಾನಿಸಲಾಗುವುದು. ದಿನಾಂಕ ಮತ್ತು ಸ್ಥಳ ಸಹಿತ ನ್ಯಾಯಾಲಯದ ಆದೇಶದಂತೆ ಪ್ರಕಟಿಸಲಾಗಿದೆ. ನ್ಯಾಯಾಲಯದ ಆದೇಶದ ಪ್ರಕಾರ ಈ ಮೂಲಕ ತಿಳಿಸುವುದೇನೆಂದರೆ ಅರ್ಜಿದಾರರು ಸದರಿ ಪ್ರಕರಣದಲ್ಲಿ ನ್ಯಾಯಾಲಯದ ಮುಂದೆ ಹಾಜರಾಗಲು ತಿಳಿಸಲಾಗಿದೆ. ತಪ್ಪಿದಲ್ಲಿ ಏಕಪಕ್ಷೀಯವಾಗಿ ತೀರ್ಮಾನಿಸಲಾಗುವುದು. ದಿನಾಂಕ ಮತ್ತು ಸ್ಥಳ ಸಹಿತ ನ್ಯಾಯಾಲಯದ ಆದೇಶದಂತೆ ಪ್ರಕಟಿಸಲಾಗಿದೆ. ನ್ಯಾಯಾಲಯದ ಆದೇಶದ ಪ್ರಕಾರ ಈ ಮೂಲಕ ತಿಳಿಸುವುದೇನೆಂದರೆ ಅರ್ಜಿದಾರರು ಸದರಿ ಪ್ರಕರಣದಲ್ಲಿ ನ್ಯಾಯಾಲಯದ ಮುಂದೆ ಹಾಜರಾಗಲು ತಿಳಿಸಲಾಗಿದೆ. ತಪ್ಪಿದಲ್ಲಿ ಏಕಪಕ್ಷೀಯವಾಗಿ ತೀರ್ಮಾನಿಸಲಾಗುವುದು. ದಿನಾಂಕ ಮತ್ತು ಸ್ಥಳ ಸಹಿತ ನ್ಯಾಯಾಲಯದ ಆದೇಶದಂತೆ ಪ್ರಕಟಿಸಲಾಗಿದೆ. ನ್ಯಾಯಾಲಯದ ಆದೇಶದಂತೆ, ಸಹಿ/- ಶಿರಸ್ತೇದಾರರು: [706, 374, 822, 600]
university-emblem-icon: ❁: [243, 770, 269, 796]
nwkrtc-tender-cell: 20.00: [853, 1287, 936, 1301]
archaeology-schedule-row: [10, 1230, 231, 1244]
nwkrtc-tender-cell: NWKRTC/2025-26/IND0167: [613, 1133, 739, 1147]
archaeology-schedule-cell: 5: [10, 1216, 21, 1230]
health-tender-row: [244, 1177, 583, 1191]
nwkrtc-tender-cell: 7: [596, 1217, 614, 1231]
nwkrtc-tender-row: [596, 1287, 936, 1301]
nwkrtc-tender-cell: NWKRTC/2025-26/IND0161 Call-2: [613, 1245, 739, 1259]
court-notice-kolar: IN THE COURT OF THE IIND ADDL. CIVIL JUDGE (SR.DN) AT KOLAR, SITTING AT SRINIVASAPURA M.C.NO.53/2023 PETITIONER: R.Bharat V/s RESPONDENT: Smt. Mala G. NOTICE TO RESPONDENT UNDER ORDER 5 RULE 20(1A) READ WITH SECTION 151 OF CPC. The Petitioner has filed above case against the Respondent for the relief of decree for divorce. PETITIONER: R.Bharat V/s RESPONDENT: Smt. Mala G. NOTICE TO RESPONDENT UNDER ORDER 5 RULE 20(1A) READ WITH SECTION 151 OF CPC. The Petitioner has filed above case against the Respondent for the relief of decree for divorce. By order of the Court, Shirastedar, Hon'ble IInd Addl. Civil Court (Sr.Dn), Kolar, sitting at Srinivasapura S.K.Manjunath, KAR/2731/2011, Advocate, Palasandra Layout, Kolar: [590, 472, 704, 818]
nwkrtc-tender-cell: 100.00: [853, 1245, 936, 1259]
registration-marks-left: [80, 1466, 114, 1476]
health-tender-cell: 27.01.2026 ಮುಂಜಾನೆ 11-00: [409, 1233, 583, 1247]
nwkrtc-tender-row: [596, 1203, 936, 1217]
health-tender-row: [244, 1247, 583, 1261]
registration-marks-right: [600, 1466, 634, 1476]
lost-documents-notice: LOST The following original documents relating to property bearing Site No. 813, situated at Sarakki 1st Phase Extension, J.P. Nagar 1st Phase, Bengaluru, measuring 36.3 meters and 36.6 meters, are lost. If found, please contact the undersigned within 15 days. The following original documents relating to property bearing Site No. 813, situated at Sarakki 1st Phase Extension, J.P. Nagar 1st Phase, Bengaluru, measuring 36.3 meters and 36.6 meters, are lost. If found, please contact the undersigned within 15 days. Sd/- SHYAM PRASAD T.S. & ASSOCIATES, GLOBAL LAW ASSOCIATES, Place: Bengaluru: [238, 500, 352, 764]
archaeology-schedule-cell: 3: [10, 1188, 21, 1202]
nwkrtc-tender-cell: NWKRTC/2025-26/IND0162: [613, 1273, 739, 1287]
health-tender-cell: 23.01.2026 ಸಂಜೆ 05:00: [409, 1219, 583, 1233]
health-tender-cell: 12.01.2026 ಸಂಜೆ 05:00: [409, 1205, 583, 1219]
nwkrtc-tender-cell: NWKRTC/2025-26/IND0165: [613, 1217, 739, 1231]
nwkrtc-tender-cell: ಶೌಚಾಲಯ ನಿರ್ಮಾಣ: [739, 1189, 853, 1203]
tender-notice-taluk-hospital: ಕರ್ನಾಟಕ ಸರ್ಕಾರ ತಾಲ್ಲೂಕು ಸಾರ್ವಜನಿಕ ಆಸ್ಪತ್ರೆ, ಚಿಟ್ಟಾಪುರ ದೂರವಾಣಿ: 08389-230523 email: mochcdp@gmail.com ಕ್ರ.ಸಂ: ತಾಸಾಆ/ಟೆಂಡರ್/01/2025-26 ದಿನಾಂಕ: 12/01/2026 ನಾನ್ ಕ್ಲಿನಿಕಲ್ ಇ-ಟೆಂಡರ್ ಪ್ರಕಟಣೆ ನೌಕರ 2026-27 ನೇ ಸಾಲಿಗೆ ಸಾರ್ವಜನಿಕ ಆಸ್ಪತ್ರೆ, ಚಿಟ್ಟಾಪುರ ಸಂಸ್ಥೆಗೆ ನಾನ್ ಕ್ಲಿನಿಕಲ್ ಸೇವೆಗಳ ಹೊರಗುತ್ತಿಗೆ ಟೆಂಡರ್ ಆಹ್ವಾನಿಸಲಾಗಿದೆ. ಬಿಡ್ ಸಲ್ಲಿಸಲು ಕೊನೆಯ ದಿನಾಂಕ: 08/01/2026. ತಾಂತ್ರಿಕ ಬಿಡ್ ತೆರೆಯುವ ದಿನಾಂಕ: 12/02/2026. ನೌಕರ 2026-27 ನೇ ಸಾಲಿಗೆ ಸಾರ್ವಜನಿಕ ಆಸ್ಪತ್ರೆ, ಚಿಟ್ಟಾಪುರ ಸಂಸ್ಥೆಗೆ ನಾನ್ ಕ್ಲಿನಿಕಲ್ ಸೇವೆಗಳ ಹೊರಗುತ್ತಿಗೆ ಟೆಂಡರ್ ಆಹ್ವಾನಿಸಲಾಗಿದೆ. ಬಿಡ್ ಸಲ್ಲಿಸಲು ಕೊನೆಯ ದಿನಾಂಕ: 08/01/2026. ತಾಂತ್ರಿಕ ಬಿಡ್ ತೆರೆಯುವ ದಿನಾಂಕ: 12/02/2026. kppp.karnataka.gov.in ನೌಕರ 2026-27 ನೇ ಸಾಲಿಗೆ ಸಾರ್ವಜನಿಕ ಆಸ್ಪತ್ರೆ, ಚಿಟ್ಟಾಪುರ ಸಂಸ್ಥೆಗೆ ನಾನ್ ಕ್ಲಿನಿಕಲ್ ಸೇವೆಗಳ ಹೊರಗುತ್ತಿಗೆ ಟೆಂಡರ್ ಆಹ್ವಾನಿಸಲಾಗಿದೆ. ಬಿಡ್ ಸಲ್ಲಿಸಲು ಕೊನೆಯ ದಿನಾಂಕ: 08/01/2026. ತಾಂತ್ರಿಕ ಬಿಡ್ ತೆರೆಯುವ ದಿನಾಂಕ: 12/02/2026. ಸಹಿ/- ಆಡಳಿತ ವೈದ್ಯಾಧಿಕಾರಿಗಳು: [4, 768, 236, 1042]
archaeology-schedule-row: [10, 1160, 231, 1174]
nwkrtc-tender-cell: 6: [596, 1203, 614, 1217]
court-notice-kunigal: IN THE COURT OF THE PRINCIPAL SENIOR CIVIL JUDGE AND J.M.F.C, KUNIGAL M.C. NO. 71/2025 Petitioner: Smt. Chaya M.G, W/o Shivakumar T.S, D/o Gangamaiah, Aged about 29 years. V/s Respondent: Sri Shivakumar T.S. DRAFT PAPER PUBLICATION. Petitioner: Smt. Chaya M.G, W/o Shivakumar T.S, D/o Gangamaiah, Aged about 29 years. V/s Respondent: Sri Shivakumar T.S. DRAFT PAPER PUBLICATION. By Order of the Court, Sheristedar (Admn) Civil Judge (S D) Court Kunigal. Parvathi Bai S, Advocate, Kunigal: [824, 26, 941, 288]
archaeology-schedule-cell: ಪ್ರಿ-ಬಿಡ್ ಸಭೆ: [20, 1174, 139, 1188]
court-notice-senior-civil-judge: IN THE COURT OF THE 1ST ADDITIONAL SENIOR CIVIL JUDGE BANGALORE RURAL DISTRICT AT BANGALORE M.C NO. 237/2024 BETWEEN: Smt. Saroja K ...Petitioner AND: Sri. Santhosh S ...Respondent. NOTICE TO RESPONDENT. Whereas the Petitioner has filed the above petition against the respondent dissolving the marriage between the petitioner and the Respondent the marriage was solemnized on 18-09-2018. By order of the Court, Chief Ministerial Officer, Senior Civil Judge Court, Bengaluru Rural Dist., Bengaluru. N. LOKANATH SINGH, Advocate: [474, 412, 588, 616]
ad-phone-1[interactable]: 9845438807: [743, 317, 904, 343]
health-tender-cell: ಬಿಡ್ ಸಲ್ಲಿಸಲು ಕೊನೆಯ ದಿನಾಂಕ: [262, 1219, 409, 1233]
archaeology-schedule-cell: 20.01.2026, 16.00 ಗಂಟೆ: [139, 1230, 230, 1244]
nwkrtc-tender-cell: 765.00: [853, 1175, 936, 1189]
kannada-court-notice-14: ನ್ಯಾಯಾಲಯದ ಆದೇಶದ ಪ್ರಕಾರ ಈ ಮೂಲಕ ತಿಳಿಸುವುದೇನೆಂದರೆ ಅರ್ಜಿದಾರರು ಸದರಿ ಪ್ರಕರಣದಲ್ಲಿ ನ್ಯಾಯಾಲಯದ ಮುಂದೆ ಹಾಜರಾಗಲು ತಿಳಿಸಲಾಗಿದೆ. ತಪ್ಪಿದಲ್ಲಿ ಏಕಪಕ್ಷೀಯವಾಗಿ ತೀರ್ಮಾನಿಸಲಾಗುವುದು. ದಿನಾಂಕ ಮತ್ತು ಸ್ಥಳ ಸಹಿತ ನ್ಯಾಯಾಲಯದ ಆದೇಶದಂತೆ ಪ್ರಕಟಿಸಲಾಗಿದೆ. ನ್ಯಾಯಾಲಯದ ಆದೇಶದ ಪ್ರಕಾರ ಈ ಮೂಲಕ ತಿಳಿಸುವುದೇನೆಂದರೆ ಅರ್ಜಿದಾರರು ಸದರಿ ಪ್ರಕರಣದಲ್ಲಿ ನ್ಯಾಯಾಲಯದ ಮುಂದೆ ಹಾಜರಾಗಲು ತಿಳಿಸಲಾಗಿದೆ. ತಪ್ಪಿದಲ್ಲಿ ಏಕಪಕ್ಷೀಯವಾಗಿ ತೀರ್ಮಾನಿಸಲಾಗುವುದು. ದಿನಾಂಕ ಮತ್ತು ಸ್ಥಳ ಸಹಿತ ನ್ಯಾಯಾಲಯದ ಆದೇಶದಂತೆ ಪ್ರಕಟಿಸಲಾಗಿದೆ. ನ್ಯಾಯಾಲಯದ ಆದೇಶದ ಪ್ರಕಾರ ಈ ಮೂಲಕ ತಿಳಿಸುವುದೇನೆಂದರೆ ಅರ್ಜಿದಾರರು ಸದರಿ ಪ್ರಕರಣದಲ್ಲಿ ನ್ಯಾಯಾಲಯದ ಮುಂದೆ ಹಾಜರಾಗಲು ತಿಳಿಸಲಾಗಿದೆ. ತಪ್ಪಿದಲ್ಲಿ ಏಕಪಕ್ಷೀಯವಾಗಿ ತೀರ್ಮಾನಿಸಲಾಗುವುದು. ದಿನಾಂಕ ಮತ್ತು ಸ್ಥಳ ಸಹಿತ ನ್ಯಾಯಾಲಯದ ಆದೇಶದಂತೆ ಪ್ರಕಟಿಸಲಾಗಿದೆ. ನ್ಯಾಯಾಲಯದ ಆದೇಶದ ಪ್ರಕಾರ ಈ ಮೂಲಕ ತಿಳಿಸುವುದೇನೆಂದರೆ ಅರ್ಜಿದಾರರು ಸದರಿ ಪ್ರಕರಣದಲ್ಲಿ ನ್ಯಾಯಾಲಯದ ಮುಂದೆ ಹಾಜರಾಗಲು ತಿಳಿಸಲಾಗಿದೆ. ತಪ್ಪಿದಲ್ಲಿ ಏಕಪಕ್ಷೀಯವಾಗಿ ತೀರ್ಮಾನಿಸಲಾಗುವುದು. ದಿನಾಂಕ ಮತ್ತು ಸ್ಥಳ ಸಹಿತ ನ್ಯಾಯಾಲಯದ ಆದೇಶದಂತೆ ಪ್ರಕಟಿಸಲಾಗಿದೆ. ನ್ಯಾಯಾಲಯದ ಆದೇಶದಂತೆ, ಸಹಿ/- ಶಿರಸ್ತೇದಾರರು: [706, 602, 822, 818]
kannada-court-notice-5: ನ್ಯಾಯಾಲಯದ ಆದೇಶದ ಪ್ರಕಾರ ಈ ಮೂಲಕ ತಿಳಿಸುವುದೇನೆಂದರೆ ಅರ್ಜಿದಾರರು ಸದರಿ ಪ್ರಕರಣದಲ್ಲಿ ನ್ಯಾಯಾಲಯದ ಮುಂದೆ ಹಾಜರಾಗಲು ತಿಳಿಸಲಾಗಿದೆ. ತಪ್ಪಿದಲ್ಲಿ ಏಕಪಕ್ಷೀಯವಾಗಿ ತೀರ್ಮಾನಿಸಲಾಗುವುದು. ದಿನಾಂಕ ಮತ್ತು ಸ್ಥಳ ಸಹಿತ ನ್ಯಾಯಾಲಯದ ಆದೇಶದಂತೆ ಪ್ರಕಟಿಸಲಾಗಿದೆ. ನ್ಯಾಯಾಲಯದ ಆದೇಶದ ಪ್ರಕಾರ ಈ ಮೂಲಕ ತಿಳಿಸುವುದೇನೆಂದರೆ ಅರ್ಜಿದಾರರು ಸದರಿ ಪ್ರಕರಣದಲ್ಲಿ ನ್ಯಾಯಾಲಯದ ಮುಂದೆ ಹಾಜರಾಗಲು ತಿಳಿಸಲಾಗಿದೆ. ತಪ್ಪಿದಲ್ಲಿ ಏಕಪಕ್ಷೀಯವಾಗಿ ತೀರ್ಮಾನಿಸಲಾಗುವುದು. ದಿನಾಂಕ ಮತ್ತು ಸ್ಥಳ ಸಹಿತ ನ್ಯಾಯಾಲಯದ ಆದೇಶದಂತೆ ಪ್ರಕಟಿಸಲಾಗಿದೆ. ನ್ಯಾಯಾಲಯದ ಆದೇಶದ ಪ್ರಕಾರ ಈ ಮೂಲಕ ತಿಳಿಸುವುದೇನೆಂದರೆ ಅರ್ಜಿದಾರರು ಸದರಿ ಪ್ರಕರಣದಲ್ಲಿ ನ್ಯಾಯಾಲಯದ ಮುಂದೆ ಹಾಜರಾಗಲು ತಿಳಿಸಲಾಗಿದೆ. ತಪ್ಪಿದಲ್ಲಿ ಏಕಪಕ್ಷೀಯವಾಗಿ ತೀರ್ಮಾನಿಸಲಾಗುವುದು. ದಿನಾಂಕ ಮತ್ತು ಸ್ಥಳ ಸಹಿತ ನ್ಯಾಯಾಲಯದ ಆದೇಶದಂತೆ ಪ್ರಕಟಿಸಲಾಗಿದೆ. ನ್ಯಾಯಾಲಯದ ಆದೇಶದ ಪ್ರಕಾರ ಈ ಮೂಲಕ ತಿಳಿಸುವುದೇನೆಂದರೆ ಅರ್ಜಿದಾರರು ಸದರಿ ಪ್ರಕರಣದಲ್ಲಿ ನ್ಯಾಯಾಲಯದ ಮುಂದೆ ಹಾಜರಾಗಲು ತಿಳಿಸಲಾಗಿದೆ. ತಪ್ಪಿದಲ್ಲಿ ಏಕಪಕ್ಷೀಯವಾಗಿ ತೀರ್ಮಾನಿಸಲಾಗುವುದು. ದಿನಾಂಕ ಮತ್ತು ಸ್ಥಳ ಸಹಿತ ನ್ಯಾಯಾಲಯದ ಆದೇಶದಂತೆ ಪ್ರಕಟಿಸಲಾಗಿದೆ. ನ್ಯಾಯಾಲಯದ ಆದೇಶದ ಪ್ರಕಾರ ಈ ಮೂಲಕ ತಿಳಿಸುವುದೇನೆಂದರೆ ಅರ್ಜಿದಾರರು ಸದರಿ ಪ್ರಕರಣದಲ್ಲಿ ನ್ಯಾಯಾಲಯದ ಮುಂದೆ ಹಾಜರಾಗಲು ತಿಳಿಸಲಾಗಿದೆ. ತಪ್ಪಿದಲ್ಲಿ ಏಕಪಕ್ಷೀಯವಾಗಿ ತೀರ್ಮಾನಿಸಲಾಗುವುದು. ದಿನಾಂಕ ಮತ್ತು ಸ್ಥಳ ಸಹಿತ ನ್ಯಾಯಾಲಯದ ಆದೇಶದಂತೆ ಪ್ರಕಟಿಸಲಾಗಿದೆ. ನ್ಯಾಯಾಲಯದ ಆದೇಶದಂತೆ, ಸಹಿ/- ಶಿರಸ್ತೇದಾರರು: [122, 496, 236, 764]
karnataka-emblem-icon: ♛: [9, 1066, 35, 1092]
archaeology-schedule-cell: 09.02.2026, 16.00 ಗಂಟೆ: [139, 1202, 230, 1216]
health-contact-mobile[interactable]: cmosindagi.gamil.com Mobile No: 7348944798: [243, 1152, 454, 1162]
nwkrtc-tender-cell: 2: [596, 1147, 614, 1161]
archaeology-schedule-cell: ಕಾರ್ಯಾದೇಶ: [20, 1244, 139, 1258]
archaeology-schedule-cell: 28.01.2026, 11.00 ಗಂಟೆ: [139, 1160, 230, 1174]
nwkrtc-tender-cell: 196.00: [853, 1231, 936, 1245]
health-tender-cell: 3: [244, 1191, 262, 1205]
nwkrtc-tender-table: [595, 1121, 936, 1301]
archaeology-schedule-row: [10, 1202, 231, 1216]
ad-contact-label: ಜಾಹೀರಾತಿಗಾಗಿ ಸಂಪರ್ಕಿಸಿ:: [753, 293, 894, 312]
nwkrtc-tender-cell: 12: [596, 1287, 614, 1301]
nwkrtc-column-header: ಕ್ರ ಸಂ: [596, 1122, 614, 1133]
health-tender-cell: ಇ ಎಂ ಡಿ ಮೊತ್ತ (2.5%): [262, 1191, 409, 1205]
health-tender-cell: 1: [244, 1163, 262, 1177]
health-tender-cell: ಕಾಮಗಾರಿಯ ಹೆಸರು: [262, 1163, 409, 1177]
archaeology-schedule-cell: 23.01.2026, 16.30 ಗಂಟೆ: [139, 1244, 230, 1258]
nwkrtc-tender-cell: 10: [596, 1259, 614, 1273]
nwkrtc-tender-row: [596, 1189, 936, 1203]
nwkrtc-tender-row: [596, 1175, 936, 1189]
nwkrtc-tender-row: [596, 1133, 936, 1147]
page-header: [0, 0, 945, 22]
nwkrtc-tender-cell: ನೀರು ಸರಬರಾಜು ಕಾಮಗಾರಿ: [739, 1273, 853, 1287]
masthead: ಜಾಹೀರಾತು: [0, 2, 945, 20]
nwkrtc-tender-cell: NWKRTC/2025-26/IND0171: [613, 1175, 739, 1189]
nwkrtc-tender-cell: 5: [596, 1189, 614, 1203]
court-notice-salem: IN THE COURT OF THE SPECIAL SUB JUDGE NO.II SALEM M.C.O.P NO. 1481/2025 Vijaya, W/o. Arumugam, D.No 10/411, 8/264, Arundathiyar Street, Periyanaickenpalayam, Salem District. PETITIONER -Vs- Kesh Bus Services, S/o. Chinnasamy, No.234, Ground Floor, 5th Cross, Bangalore. GENERAL NOTICE. Vijaya, W/o. Arumugam, D.No 10/411, 8/264, Arundathiyar Street, Periyanaickenpalayam, Salem District. PETITIONER -Vs- Kesh Bus Services, S/o. Chinnasamy, No.234, Ground Floor, 5th Cross, Bangalore. GENERAL NOTICE. C. PARANEEDHARAN, Advocate & Notary, Tiruchengode 637 211: [590, 26, 704, 236]
nwkrtc-tender-cell: 440.00: [853, 1161, 936, 1175]
archaeology-schedule-row: [10, 1244, 231, 1258]
health-tender-cell: 57,500/-: [409, 1191, 583, 1205]
health-tender-cell: 2: [244, 1177, 262, 1191]
registration-marks-far-right: [840, 1466, 874, 1476]
newspaper-logo: ವಿಜಯ ಕರ್ನಾಟಕ: [6, 3, 64, 14]
affidavit-notice: AFFIDAVIT I PARVEEN S W/o Hayathulla Khan.P, aged about 52 years, Residing at #679, Bank Colony, VVPuram, Gowribidanur town, Chikkaballapur Dist 561208, I am residing at above place of address permanently. My correct name Parveen S, as per our family record and Ration Card, Pan card and Aadhaar card and SBI Bank mentioned in Parveen S. But Indian Pan book NO: LG504425 My name is wrongly mentioned as Parveen instead of Parveen S. This fact is come to my knowledge today itself while preparing certain document to apply Passport. Sworn before Munikempa Reddy Advocate & Notary dated 12/01/2026 BEFORE THE MOTOR ACCIDENT CLAIMS TRIBUNAL AT BENGALURU MVC NO.8078/2024 ನ್ಯಾಯಾಲಯದ ಆದೇಶದ ಪ್ರಕಾರ ಈ ಮೂಲಕ ತಿಳಿಸುವುದೇನೆಂದರೆ ಅರ್ಜಿದಾರರು ಸದರಿ ಪ್ರಕರಣದಲ್ಲಿ ನ್ಯಾಯಾಲಯದ ಮುಂದೆ ಹಾಜರಾಗಲು ತಿಳಿಸಲಾಗಿದೆ. ತಪ್ಪಿದಲ್ಲಿ ಏಕಪಕ್ಷೀಯವಾಗಿ ತೀರ್ಮಾನಿಸಲಾಗುವುದು. ದಿನಾಂಕ ಮತ್ತು ಸ್ಥಳ ಸಹಿತ ನ್ಯಾಯಾಲಯದ ಆದೇಶದಂತೆ ಪ್ರಕಟಿಸಲಾಗಿದೆ. ನ್ಯಾಯಾಲಯದ ಆದೇಶದ ಪ್ರಕಾರ ಈ ಮೂಲಕ ತಿಳಿಸುವುದೇನೆಂದರೆ ಅರ್ಜಿದಾರರು ಸದರಿ ಪ್ರಕರಣದಲ್ಲಿ ನ್ಯಾಯಾಲಯದ ಮುಂದೆ ಹಾಜರಾಗಲು ತಿಳಿಸಲಾಗಿದೆ. ತಪ್ಪಿದಲ್ಲಿ ಏಕಪಕ್ಷೀಯವಾಗಿ ತೀರ್ಮಾನಿಸಲಾಗುವುದು. ದಿನಾಂಕ ಮತ್ತು ಸ್ಥಳ ಸಹಿತ ನ್ಯಾಯಾಲಯದ ಆದೇಶದಂತೆ ಪ್ರಕಟಿಸಲಾಗಿದೆ. BY ORDER OF THE COURT, ASSISTANT REGISTRAR (SMALL CAUSES COURT), BENGALURU: [474, 26, 588, 410]
archaeology-schedule-cell: 6: [10, 1230, 21, 1244]
nwkrtc-tender-cell: 8: [596, 1231, 614, 1245]
tender-notice-archaeology-mysuru: ♛ ಕರ್ನಾಟಕ ಸರ್ಕಾರ ಪುರಾತತ್ವ ಸಂಗ್ರಹಾಲಯಗಳು ಮತ್ತು ಪರಂಪರೆ ಇಲಾಖೆ, ಮೈಸೂರು ದೂ: 0821-2424873/4 Email: commr_archy@yahoo.in ಟೆಂಡರ್ ಪ್ರಕಟಣೆ ನ್ಯಾಯಾಲಯದ ಆದೇಶದ ಪ್ರಕಾರ ಈ ಮೂಲಕ ತಿಳಿಸುವುದೇನೆಂದರೆ ಅರ್ಜಿದಾರರು ಸದರಿ ಪ್ರಕರಣದಲ್ಲಿ ನ್ಯಾಯಾಲಯದ ಮುಂದೆ ಹಾಜರಾಗಲು ತಿಳಿಸಲಾಗಿದೆ. ತಪ್ಪಿದಲ್ಲಿ ಏಕಪಕ್ಷೀಯವಾಗಿ ತೀರ್ಮಾನಿಸಲಾಗುವುದು. ದಿನಾಂಕ ಮತ್ತು ಸ್ಥಳ ಸಹಿತ ನ್ಯಾಯಾಲಯದ ಆದೇಶದಂತೆ ಪ್ರಕಟಿಸಲಾಗಿದೆ. ನ್ಯಾಯಾಲಯದ ಆದೇಶದ ಪ್ರಕಾರ ಈ ಮೂಲಕ ತಿಳಿಸುವುದೇನೆಂದರೆ ಅರ್ಜಿದಾರರು ಸದರಿ ಪ್ರಕರಣದಲ್ಲಿ ನ್ಯಾಯಾಲಯದ ಮುಂದೆ ಹಾಜರಾಗಲು ತಿಳಿಸಲಾಗಿದೆ. ತಪ್ಪಿದಲ್ಲಿ ಏಕಪಕ್ಷೀಯವಾಗಿ ತೀರ್ಮಾನಿಸಲಾಗುವುದು. ದಿನಾಂಕ ಮತ್ತು ಸ್ಥಳ ಸಹಿತ ನ್ಯಾಯಾಲಯದ ಆದೇಶದಂತೆ ಪ್ರಕಟಿಸಲಾಗಿದೆ. 1 ಕಾಮಗಾರಿ ದಸ್ತಾವೇಜು ಡೌನ್‌ಲೋಡ್ ಪ್ರಾರಂಭ 28.01.2026, 11.00 ಗಂಟೆ 2 ಪ್ರಿ-ಬಿಡ್ ಸಭೆ 29.01.2026, 11.00 ಗಂಟೆ 3 ಬಿಡ್ ಸಲ್ಲಿಕೆ ಕೊನೆಯ ದಿನಾಂಕ 05.02.2026, 16.30 ಗಂಟೆ 4 ತಾಂತ್ರಿಕ ಬಿಡ್ ತೆರೆಯುವುದು 09.02.2026, 16.00 ಗಂಟೆ 5 ಆರ್ಥಿಕ ಬಿಡ್ ತೆರೆಯುವುದು 16.01.2026, 16.00 ಗಂಟೆ 6 ಬಿಡ್ ಸಿಂಧುತ್ವ 20.01.2026, 16.00 ಗಂಟೆ 7 ಕಾರ್ಯಾದೇಶ 23.01.2026, 16.30 ಗಂಟೆ ಸಹಿ/- ಆಯುಕ್ತರು: [4, 1062, 236, 1460]
health-tender-row: [244, 1219, 583, 1233]
issue-date: ಮಂಗಳವಾರ, 13 ಜನವರಿ 2026 | ಬೆಂಗಳೂರು: [787, 5, 939, 15]
archaeology-schedule-cell: 2: [10, 1174, 21, 1188]
archaeology-schedule-cell: ತಾಂತ್ರಿಕ ಬಿಡ್ ತೆರೆಯುವುದು: [20, 1202, 139, 1216]
nwkrtc-tender-cell: 4: [596, 1175, 614, 1189]
health-tender-cell: ಹೊರಗುತ್ತಿಗೆ ಸೇವೆಗಳು 2026-27: [409, 1163, 583, 1177]
nwkrtc-tender-cell: ಕಾಂಪೌಂಡ್ ಗೋಡೆ ನಿರ್ಮಾಣ: [739, 1217, 853, 1231]
nwkrtc-tender-cell: 2026-27 ನೇ ಸಾಲಿನ ನಿರ್ವಹಣಾ ಕಾಮಗಾರಿ: [739, 1287, 853, 1301]
registration-marks-center: [330, 1466, 364, 1476]
tender-notice-agri-university: ❁ ಕೃಷಿ ವಿಶ್ವವಿದ್ಯಾನಿಲಯ, ಬೆಂಗಳೂರು ಸಂಖ್ಯೆ: ಇ.ಎಸ್/ಕೆ.ಎ.ಕೆ/14/2025-26 ದಿನಾಂಕ: 09-01-2026 ಟೆಂಡರ್ ಪ್ರಕಟಣೆ (ಕೆಪಿಪಿ ಪೋರ್ಟಲ್ ಮೂಲಕ) ಬೆಂಗಳೂರು ಕೃಷಿ ವಿಶ್ವವಿದ್ಯಾನಿಲಯದ ಜಿಕೆವಿಕೆ, ಬೆಂಗಳೂರು ಆವರಣದಲ್ಲಿ ಟೆಂಡರ್ ಆಹ್ವಾನಿಸಲಾಗಿದೆ. ವಿವರ: ಪ್ರಿ-ಬಿಡ್ ಮೀಟಿಂಗ್ ದಿನಾಂಕ: 19.01.2026 ರಂದು ಬೆಳಿಗ್ಗೆ 11:30 ಕ್ಕೆ ಬಿಡ್ ಸಲ್ಲಿಸಲು ಕೊನೆಯ ದಿನಾಂಕ: 24.01.2026 ಸಂಜೆ 4:00 ಗಂಟೆಯವರೆಗೆ ತಾಂತ್ರಿಕ ಬಿಡ್ ತೆರೆಯುವ ದಿನಾಂಕ: 27.01.2026. ಬೆಂಗಳೂರು ಕೃಷಿ ವಿಶ್ವವಿದ್ಯಾನಿಲಯದ ಜಿಕೆವಿಕೆ, ಬೆಂಗಳೂರು ಆವರಣದಲ್ಲಿ ಟೆಂಡರ್ ಆಹ್ವಾನಿಸಲಾಗಿದೆ. ವಿವರ: ಪ್ರಿ-ಬಿಡ್ ಮೀಟಿಂಗ್ ದಿನಾಂಕ: 19.01.2026 ರಂದು ಬೆಳಿಗ್ಗೆ 11:30 ಕ್ಕೆ ಬಿಡ್ ಸಲ್ಲಿಸಲು ಕೊನೆಯ ದಿನಾಂಕ: 24.01.2026 ಸಂಜೆ 4:00 ಗಂಟೆಯವರೆಗೆ ತಾಂತ್ರಿಕ ಬಿಡ್ ತೆರೆಯುವ ದಿನಾಂಕ: 27.01.2026. 8068948777, support@eprochelpdesk.com www.uasbangalore.edu.in 23630128 ಸಹಿ/- ಆಸ್ತಿ ಅಧಿಕಾರಿಗಳು: [238, 766, 472, 1058]
archaeology-schedule-cell: 16.01.2026, 16.00 ಗಂಟೆ: [139, 1216, 230, 1230]
archaeology-schedule-cell: 7: [10, 1244, 21, 1258]
tender-portal-link[interactable]: kppp.karnataka.gov.in: [81, 875, 159, 883]
kannada-court-notice-10: ನ್ಯಾಯಾಲಯದ ಆದೇಶದ ಪ್ರಕಾರ ಈ ಮೂಲಕ ತಿಳಿಸುವುದೇನೆಂದರೆ ಅರ್ಜಿದಾರರು ಸದರಿ ಪ್ರಕರಣದಲ್ಲಿ ನ್ಯಾಯಾಲಯದ ಮುಂದೆ ಹಾಜರಾಗಲು ತಿಳಿಸಲಾಗಿದೆ. ತಪ್ಪಿದಲ್ಲಿ ಏಕಪಕ್ಷೀಯವಾಗಿ ತೀರ್ಮಾನಿಸಲಾಗುವುದು. ದಿನಾಂಕ ಮತ್ತು ಸ್ಥಳ ಸಹಿತ ನ್ಯಾಯಾಲಯದ ಆದೇಶದಂತೆ ಪ್ರಕಟಿಸಲಾಗಿದೆ. ನ್ಯಾಯಾಲಯದ ಆದೇಶದ ಪ್ರಕಾರ ಈ ಮೂಲಕ ತಿಳಿಸುವುದೇನೆಂದರೆ ಅರ್ಜಿದಾರರು ಸದರಿ ಪ್ರಕರಣದಲ್ಲಿ ನ್ಯಾಯಾಲಯದ ಮುಂದೆ ಹಾಜರಾಗಲು ತಿಳಿಸಲಾಗಿದೆ. ತಪ್ಪಿದಲ್ಲಿ ಏಕಪಕ್ಷೀಯವಾಗಿ ತೀರ್ಮಾನಿಸಲಾಗುವುದು. ದಿನಾಂಕ ಮತ್ತು ಸ್ಥಳ ಸಹಿತ ನ್ಯಾಯಾಲಯದ ಆದೇಶದಂತೆ ಪ್ರಕಟಿಸಲಾಗಿದೆ. ನ್ಯಾಯಾಲಯದ ಆದೇಶದಂತೆ, ಸಹಿ/- ಶಿರಸ್ತೇದಾರರು: [474, 618, 588, 764]
nwkrtc-tender-cell: ಬಸ್ ನಿಲ್ದಾಣ ನಿರ್ಮಾಣ: [739, 1147, 853, 1161]
health-tender-cell: ಟೆಂಡರ್ ಪ್ರಕಟಣೆ ದಿನಾಂಕ: [262, 1205, 409, 1219]
court-notice-probate-chickballapur: IN THE COURT OF PRL. DISTRICT JUDGE AT CHICKBALLAPUR P.&.S.C. NO. 81/2025 PETITIONER: Sri. Rafiah Bi, D/o. Khaja Hussain, Age about 65 years, Chintamani Taluk, Chikkaballapur District. RESPONDENTS: Nil. PAPER PUBLICATION: Whereas, the above named petitioner has filed the above petition for grant of Probate Certificate as per registered Will dated 16.12.2024 in respect of petition schedule properties. If anybody is having any objections for grant of Probate in favour of Petitioner you may file your objections before this Court on or before 21.02.2026 at 11.00 a.m. or in default the matter will be decided exparte. By order of the Court, Chief Administrative Officer, Prl. District & Sessions Court, Chikkaballapura: [122, 26, 236, 256]
kannada-court-notice-3: ನ್ಯಾಯಾಲಯದ ಆದೇಶದ ಪ್ರಕಾರ ಈ ಮೂಲಕ ತಿಳಿಸುವುದೇನೆಂದರೆ ಅರ್ಜಿದಾರರು ಸದರಿ ಪ್ರಕರಣದಲ್ಲಿ ನ್ಯಾಯಾಲಯದ ಮುಂದೆ ಹಾಜರಾಗಲು ತಿಳಿಸಲಾಗಿದೆ. ತಪ್ಪಿದಲ್ಲಿ ಏಕಪಕ್ಷೀಯವಾಗಿ ತೀರ್ಮಾನಿಸಲಾಗುವುದು. ದಿನಾಂಕ ಮತ್ತು ಸ್ಥಳ ಸಹಿತ ನ್ಯಾಯಾಲಯದ ಆದೇಶದಂತೆ ಪ್ರಕಟಿಸಲಾಗಿದೆ. ನ್ಯಾಯಾಲಯದ ಆದೇಶದ ಪ್ರಕಾರ ಈ ಮೂಲಕ ತಿಳಿಸುವುದೇನೆಂದರೆ ಅರ್ಜಿದಾರರು ಸದರಿ ಪ್ರಕರಣದಲ್ಲಿ ನ್ಯಾಯಾಲಯದ ಮುಂದೆ ಹಾಜರಾಗಲು ತಿಳಿಸಲಾಗಿದೆ. ತಪ್ಪಿದಲ್ಲಿ ಏಕಪಕ್ಷೀಯವಾಗಿ ತೀರ್ಮಾನಿಸಲಾಗುವುದು. ದಿನಾಂಕ ಮತ್ತು ಸ್ಥಳ ಸಹಿತ ನ್ಯಾಯಾಲಯದ ಆದೇಶದಂತೆ ಪ್ರಕಟಿಸಲಾಗಿದೆ. ನ್ಯಾಯಾಲಯದ ಆದೇಶದ ಪ್ರಕಾರ ಈ ಮೂಲಕ ತಿಳಿಸುವುದೇನೆಂದರೆ ಅರ್ಜಿದಾರರು ಸದರಿ ಪ್ರಕರಣದಲ್ಲಿ ನ್ಯಾಯಾಲಯದ ಮುಂದೆ ಹಾಜರಾಗಲು ತಿಳಿಸಲಾಗಿದೆ. ತಪ್ಪಿದಲ್ಲಿ ಏಕಪಕ್ಷೀಯವಾಗಿ ತೀರ್ಮಾನಿಸಲಾಗುವುದು. ದಿನಾಂಕ ಮತ್ತು ಸ್ಥಳ ಸಹಿತ ನ್ಯಾಯಾಲಯದ ಆದೇಶದಂತೆ ಪ್ರಕಟಿಸಲಾಗಿದೆ. ನ್ಯಾಯಾಲಯದ ಆದೇಶದ ಪ್ರಕಾರ ಈ ಮೂಲಕ ತಿಳಿಸುವುದೇನೆಂದರೆ ಅರ್ಜಿದಾರರು ಸದರಿ ಪ್ರಕರಣದಲ್ಲಿ ನ್ಯಾಯಾಲಯದ ಮುಂದೆ ಹಾಜರಾಗಲು ತಿಳಿಸಲಾಗಿದೆ. ತಪ್ಪಿದಲ್ಲಿ ಏಕಪಕ್ಷೀಯವಾಗಿ ತೀರ್ಮಾನಿಸಲಾಗುವುದು. ದಿನಾಂಕ ಮತ್ತು ಸ್ಥಳ ಸಹಿತ ನ್ಯಾಯಾಲಯದ ಆದೇಶದಂತೆ ಪ್ರಕಟಿಸಲಾಗಿದೆ. ನ್ಯಾಯಾಲಯದ ಆದೇಶದ ಪ್ರಕಾರ ಈ ಮೂಲಕ ತಿಳಿಸುವುದೇನೆಂದರೆ ಅರ್ಜಿದಾರರು ಸದರಿ ಪ್ರಕರಣದಲ್ಲಿ ನ್ಯಾಯಾಲಯದ ಮುಂದೆ ಹಾಜರಾಗಲು ತಿಳಿಸಲಾಗಿದೆ. ತಪ್ಪಿದಲ್ಲಿ ಏಕಪಕ್ಷೀಯವಾಗಿ ತೀರ್ಮಾನಿಸಲಾಗುವುದು. ದಿನಾಂಕ ಮತ್ತು ಸ್ಥಳ ಸಹಿತ ನ್ಯಾಯಾಲಯದ ಆದೇಶದಂತೆ ಪ್ರಕಟಿಸಲಾಗಿದೆ. ನ್ಯಾಯಾಲಯದ ಆದೇಶದಂತೆ, ಸಹಿ/- ಶಿರಸ್ತೇದಾರರು: [4, 498, 120, 764]
court-notice-family-court: IN THE COURT OF THE PRINCIPAL JUDGE, FAMILY COURT, BENGALURU M.C. NO. 7880/2023 BETWEEN: Kavya H.R. ...Petitioner AND: Ganesh R. ...Respondent. NOTICE TO RESPONDENT: Ganesh R, Aged about 31 years, S/o. S Ravi Kumar, Land Residential No: 126, 10th Cross, Venkatapura, Koramangala, Bengaluru South. Whereas the Petitioner has filed the above case against you for Dissolution of marriage dated 24.05.2015. You are hereby notified to appear in the Court in person or by pleader duly instructed on 10.02.2026 at 11.0 Clock in the forenoon. By Order of the Court, Sd/- Sr. Sheristedar, Family Court, Bengaluru: [238, 232, 352, 498]
kannada-court-notice-15: ನ್ಯಾಯಾಲಯದ ಆದೇಶದ ಪ್ರಕಾರ ಈ ಮೂಲಕ ತಿಳಿಸುವುದೇನೆಂದರೆ ಅರ್ಜಿದಾರರು ಸದರಿ ಪ್ರಕರಣದಲ್ಲಿ ನ್ಯಾಯಾಲಯದ ಮುಂದೆ ಹಾಜರಾಗಲು ತಿಳಿಸಲಾಗಿದೆ. ತಪ್ಪಿದಲ್ಲಿ ಏಕಪಕ್ಷೀಯವಾಗಿ ತೀರ್ಮಾನಿಸಲಾಗುವುದು. ದಿನಾಂಕ ಮತ್ತು ಸ್ಥಳ ಸಹಿತ ನ್ಯಾಯಾಲಯದ ಆದೇಶದಂತೆ ಪ್ರಕಟಿಸಲಾಗಿದೆ.: [474, 766, 588, 818]
nwkrtc-tender-cell: 3: [596, 1161, 614, 1175]
nwkrtc-column-header: ಟೆಂಡರ್ ಸಂಖ್ಯೆ: [613, 1122, 739, 1133]
health-tender-cell: 5: [244, 1219, 262, 1233]
kannada-court-notice-4: ನ್ಯಾಯಾಲಯದ ಆದೇಶದ ಪ್ರಕಾರ ಈ ಮೂಲಕ ತಿಳಿಸುವುದೇನೆಂದರೆ ಅರ್ಜಿದಾರರು ಸದರಿ ಪ್ರಕರಣದಲ್ಲಿ ನ್ಯಾಯಾಲಯದ ಮುಂದೆ ಹಾಜರಾಗಲು ತಿಳಿಸಲಾಗಿದೆ. ತಪ್ಪಿದಲ್ಲಿ ಏಕಪಕ್ಷೀಯವಾಗಿ ತೀರ್ಮಾನಿಸಲಾಗುವುದು. ದಿನಾಂಕ ಮತ್ತು ಸ್ಥಳ ಸಹಿತ ನ್ಯಾಯಾಲಯದ ಆದೇಶದಂತೆ ಪ್ರಕಟಿಸಲಾಗಿದೆ. ನ್ಯಾಯಾಲಯದ ಆದೇಶದ ಪ್ರಕಾರ ಈ ಮೂಲಕ ತಿಳಿಸುವುದೇನೆಂದರೆ ಅರ್ಜಿದಾರರು ಸದರಿ ಪ್ರಕರಣದಲ್ಲಿ ನ್ಯಾಯಾಲಯದ ಮುಂದೆ ಹಾಜರಾಗಲು ತಿಳಿಸಲಾಗಿದೆ. ತಪ್ಪಿದಲ್ಲಿ ಏಕಪಕ್ಷೀಯವಾಗಿ ತೀರ್ಮಾನಿಸಲಾಗುವುದು. ದಿನಾಂಕ ಮತ್ತು ಸ್ಥಳ ಸಹಿತ ನ್ಯಾಯಾಲಯದ ಆದೇಶದಂತೆ ಪ್ರಕಟಿಸಲಾಗಿದೆ. ನ್ಯಾಯಾಲಯದ ಆದೇಶದ ಪ್ರಕಾರ ಈ ಮೂಲಕ ತಿಳಿಸುವುದೇನೆಂದರೆ ಅರ್ಜಿದಾರರು ಸದರಿ ಪ್ರಕರಣದಲ್ಲಿ ನ್ಯಾಯಾಲಯದ ಮುಂದೆ ಹಾಜರಾಗಲು ತಿಳಿಸಲಾಗಿದೆ. ತಪ್ಪಿದಲ್ಲಿ ಏಕಪಕ್ಷೀಯವಾಗಿ ತೀರ್ಮಾನಿಸಲಾಗುವುದು. ದಿನಾಂಕ ಮತ್ತು ಸ್ಥಳ ಸಹಿತ ನ್ಯಾಯಾಲಯದ ಆದೇಶದಂತೆ ಪ್ರಕಟಿಸಲಾಗಿದೆ. ನ್ಯಾಯಾಲಯದ ಆದೇಶದ ಪ್ರಕಾರ ಈ ಮೂಲಕ ತಿಳಿಸುವುದೇನೆಂದರೆ ಅರ್ಜಿದಾರರು ಸದರಿ ಪ್ರಕರಣದಲ್ಲಿ ನ್ಯಾಯಾಲಯದ ಮುಂದೆ ಹಾಜರಾಗಲು ತಿಳಿಸಲಾಗಿದೆ. ತಪ್ಪಿದಲ್ಲಿ ಏಕಪಕ್ಷೀಯವಾಗಿ ತೀರ್ಮಾನಿಸಲಾಗುವುದು. ದಿನಾಂಕ ಮತ್ತು ಸ್ಥಳ ಸಹಿತ ನ್ಯಾಯಾಲಯದ ಆದೇಶದಂತೆ ಪ್ರಕಟಿಸಲಾಗಿದೆ. ನ್ಯಾಯಾಲಯದ ಆದೇಶದಂತೆ, ಸಹಿ/- ಶಿರಸ್ತೇದಾರರು: [122, 258, 236, 494]
nwkrtc-tender-row: [596, 1231, 936, 1245]
kannada-court-notice-8: ನ್ಯಾಯಾಲಯದ ಆದೇಶದ ಪ್ರಕಾರ ಈ ಮೂಲಕ ತಿಳಿಸುವುದೇನೆಂದರೆ ಅರ್ಜಿದಾರರು ಸದರಿ ಪ್ರಕರಣದಲ್ಲಿ ನ್ಯಾಯಾಲಯದ ಮುಂದೆ ಹಾಜರಾಗಲು ತಿಳಿಸಲಾಗಿದೆ. ತಪ್ಪಿದಲ್ಲಿ ಏಕಪಕ್ಷೀಯವಾಗಿ ತೀರ್ಮಾನಿಸಲಾಗುವುದು. ದಿನಾಂಕ ಮತ್ತು ಸ್ಥಳ ಸಹಿತ ನ್ಯಾಯಾಲಯದ ಆದೇಶದಂತೆ ಪ್ರಕಟಿಸಲಾಗಿದೆ. ನ್ಯಾಯಾಲಯದ ಆದೇಶದ ಪ್ರಕಾರ ಈ ಮೂಲಕ ತಿಳಿಸುವುದೇನೆಂದರೆ ಅರ್ಜಿದಾರರು ಸದರಿ ಪ್ರಕರಣದಲ್ಲಿ ನ್ಯಾಯಾಲಯದ ಮುಂದೆ ಹಾಜರಾಗಲು ತಿಳಿಸಲಾಗಿದೆ. ತಪ್ಪಿದಲ್ಲಿ ಏಕಪಕ್ಷೀಯವಾಗಿ ತೀರ್ಮಾನಿಸಲಾಗುವುದು. ದಿನಾಂಕ ಮತ್ತು ಸ್ಥಳ ಸಹಿತ ನ್ಯಾಯಾಲಯದ ಆದೇಶದಂತೆ ಪ್ರಕಟಿಸಲಾಗಿದೆ. ನ್ಯಾಯಾಲಯದ ಆದೇಶದ ಪ್ರಕಾರ ಈ ಮೂಲಕ ತಿಳಿಸುವುದೇನೆಂದರೆ ಅರ್ಜಿದಾರರು ಸದರಿ ಪ್ರಕರಣದಲ್ಲಿ ನ್ಯಾಯಾಲಯದ ಮುಂದೆ ಹಾಜರಾಗಲು ತಿಳಿಸಲಾಗಿದೆ. ತಪ್ಪಿದಲ್ಲಿ ಏಕಪಕ್ಷೀಯವಾಗಿ ತೀರ್ಮಾನಿಸಲಾಗುವುದು. ದಿನಾಂಕ ಮತ್ತು ಸ್ಥಳ ಸಹಿತ ನ್ಯಾಯಾಲಯದ ಆದೇಶದಂತೆ ಪ್ರಕಟಿಸಲಾಗಿದೆ. ನ್ಯಾಯಾಲಯದ ಆದೇಶದ ಪ್ರಕಾರ ಈ ಮೂಲಕ ತಿಳಿಸುವುದೇನೆಂದರೆ ಅರ್ಜಿದಾರರು ಸದರಿ ಪ್ರಕರಣದಲ್ಲಿ ನ್ಯಾಯಾಲಯದ ಮುಂದೆ ಹಾಜರಾಗಲು ತಿಳಿಸಲಾಗಿದೆ. ತಪ್ಪಿದಲ್ಲಿ ಏಕಪಕ್ಷೀಯವಾಗಿ ತೀರ್ಮಾನಿಸಲಾಗುವುದು. ದಿನಾಂಕ ಮತ್ತು ಸ್ಥಳ ಸಹಿತ ನ್ಯಾಯಾಲಯದ ಆದೇಶದಂತೆ ಪ್ರಕಟಿಸಲಾಗಿದೆ. ನ್ಯಾಯಾಲಯದ ಆದೇಶದ ಪ್ರಕಾರ ಈ ಮೂಲಕ ತಿಳಿಸುವುದೇನೆಂದರೆ ಅರ್ಜಿದಾರರು ಸದರಿ ಪ್ರಕರಣದಲ್ಲಿ ನ್ಯಾಯಾಲಯದ ಮುಂದೆ ಹಾಜರಾಗಲು ತಿಳಿಸಲಾಗಿದೆ. ತಪ್ಪಿದಲ್ಲಿ ಏಕಪಕ್ಷೀಯವಾಗಿ ತೀರ್ಮಾನಿಸಲಾಗುವುದು. ದಿನಾಂಕ ಮತ್ತು ಸ್ಥಳ ಸಹಿತ ನ್ಯಾಯಾಲಯದ ಆದೇಶದಂತೆ ಪ್ರಕಟಿಸಲಾಗಿದೆ. ನ್ಯಾಯಾಲಯದ ಆದೇಶದಂತೆ, ಸಹಿ/- ಶಿರಸ್ತೇದಾರರು: [354, 256, 472, 500]
health-tender-row: [244, 1163, 583, 1177]
health-tender-cell: 6: [244, 1233, 262, 1247]
nwkrtc-tender-row: [596, 1245, 936, 1259]
nwkrtc-tender-cell: 173.00: [853, 1203, 936, 1217]
kannada-court-notice-6: ನ್ಯಾಯಾಲಯದ ಆದೇಶದ ಪ್ರಕಾರ ಈ ಮೂಲಕ ತಿಳಿಸುವುದೇನೆಂದರೆ ಅರ್ಜಿದಾರರು ಸದರಿ ಪ್ರಕರಣದಲ್ಲಿ ನ್ಯಾಯಾಲಯದ ಮುಂದೆ ಹಾಜರಾಗಲು ತಿಳಿಸಲಾಗಿದೆ. ತಪ್ಪಿದಲ್ಲಿ ಏಕಪಕ್ಷೀಯವಾಗಿ ತೀರ್ಮಾನಿಸಲಾಗುವುದು. ದಿನಾಂಕ ಮತ್ತು ಸ್ಥಳ ಸಹಿತ ನ್ಯಾಯಾಲಯದ ಆದೇಶದಂತೆ ಪ್ರಕಟಿಸಲಾಗಿದೆ. ನ್ಯಾಯಾಲಯದ ಆದೇಶದ ಪ್ರಕಾರ ಈ ಮೂಲಕ ತಿಳಿಸುವುದೇನೆಂದರೆ ಅರ್ಜಿದಾರರು ಸದರಿ ಪ್ರಕರಣದಲ್ಲಿ ನ್ಯಾಯಾಲಯದ ಮುಂದೆ ಹಾಜರಾಗಲು ತಿಳಿಸಲಾಗಿದೆ. ತಪ್ಪಿದಲ್ಲಿ ಏಕಪಕ್ಷೀಯವಾಗಿ ತೀರ್ಮಾನಿಸಲಾಗುವುದು. ದಿನಾಂಕ ಮತ್ತು ಸ್ಥಳ ಸಹಿತ ನ್ಯಾಯಾಲಯದ ಆದೇಶದಂತೆ ಪ್ರಕಟಿಸಲಾಗಿದೆ. ನ್ಯಾಯಾಲಯದ ಆದೇಶದ ಪ್ರಕಾರ ಈ ಮೂಲಕ ತಿಳಿಸುವುದೇನೆಂದರೆ ಅರ್ಜಿದಾರರು ಸದರಿ ಪ್ರಕರಣದಲ್ಲಿ ನ್ಯಾಯಾಲಯದ ಮುಂದೆ ಹಾಜರಾಗಲು ತಿಳಿಸಲಾಗಿದೆ. ತಪ್ಪಿದಲ್ಲಿ ಏಕಪಕ್ಷೀಯವಾಗಿ ತೀರ್ಮಾನಿಸಲಾಗುವುದು. ದಿನಾಂಕ ಮತ್ತು ಸ್ಥಳ ಸಹಿತ ನ್ಯಾಯಾಲಯದ ಆದೇಶದಂತೆ ಪ್ರಕಟಿಸಲಾಗಿದೆ. ನ್ಯಾಯಾಲಯದ ಆದೇಶದ ಪ್ರಕಾರ ಈ ಮೂಲಕ ತಿಳಿಸುವುದೇನೆಂದರೆ ಅರ್ಜಿದಾರರು ಸದರಿ ಪ್ರಕರಣದಲ್ಲಿ ನ್ಯಾಯಾಲಯದ ಮುಂದೆ ಹಾಜರಾಗಲು ತಿಳಿಸಲಾಗಿದೆ. ತಪ್ಪಿದಲ್ಲಿ ಏಕಪಕ್ಷೀಯವಾಗಿ ತೀರ್ಮಾನಿಸಲಾಗುವುದು. ದಿನಾಂಕ ಮತ್ತು ಸ್ಥಳ ಸಹಿತ ನ್ಯಾಯಾಲಯದ ಆದೇಶದಂತೆ ಪ್ರಕಟಿಸಲಾಗಿದೆ. ನ್ಯಾಯಾಲಯದ ಆದೇಶದಂತೆ, ಸಹಿ/- ಶಿರಸ್ತೇದಾರರು: [238, 26, 352, 230]
nwkrtc-tender-cell: 63.00: [853, 1259, 936, 1273]
nwkrtc-tender-row: [596, 1161, 936, 1175]
archaeology-schedule-row: [10, 1174, 231, 1188]
ad-contact-banner: [706, 290, 941, 372]
nwkrtc-tender-cell: 160.00: [853, 1217, 936, 1231]
nwkrtc-tender-cell: NWKRTC/2025-26/IND0170: [613, 1161, 739, 1175]
archaeology-schedule-row: [10, 1216, 231, 1230]
nwkrtc-tender-cell: ಕಾಂಕ್ರೀಟ್ ರಸ್ತೆ ಕಾಮಗಾರಿ: [739, 1175, 853, 1189]
nwkrtc-tender-cell: ದುರಸ್ತಿ ಕಾಮಗಾರಿ: [739, 1231, 853, 1245]
kannada-court-notice-16: ನ್ಯಾಯಾಲಯದ ಆದೇಶದ ಪ್ರಕಾರ ಈ ಮೂಲಕ ತಿಳಿಸುವುದೇನೆಂದರೆ ಅರ್ಜಿದಾರರು ಸದರಿ ಪ್ರಕರಣದಲ್ಲಿ ನ್ಯಾಯಾಲಯದ ಮುಂದೆ ಹಾಜರಾಗಲು ತಿಳಿಸಲಾಗಿದೆ. ತಪ್ಪಿದಲ್ಲಿ ಏಕಪಕ್ಷೀಯವಾಗಿ ತೀರ್ಮಾನಿಸಲಾಗುವುದು. ದಿನಾಂಕ ಮತ್ತು ಸ್ಥಳ ಸಹಿತ ನ್ಯಾಯಾಲಯದ ಆದೇಶದಂತೆ ಪ್ರಕಟಿಸಲಾಗಿದೆ.: [590, 766, 704, 818]
nwkrtc-column-header: ಟೆಂಡರ್ ವಿವರ: [739, 1122, 853, 1133]
court-notice-probate-chikkaballapur-2: IN THE COURT OF PRL. DISTRICT JUDGE AT CHIKKABALLAPUR P.&.S.C. NO. 80/2025 PETITIONER: Sri. Rafiah Bi, D/o. Khaja Hussain, Age about 65 years, Chintamani Taluk, Chikkaballapur District. RESPONDENTS: Nil. PAPER PUBLICATION: Whereas, the above named petitioner has filed the above petition for grant of Probate Certificate as per registered Will dated 16.12.2024 in respect of petition schedule properties. If anybody is having any objections for grant of Probate in favour of Petitioner you may file your objections before this Court on or before 21.02.2026 at 11.00 a.m. or in default the matter will be decided exparte. BY ORDER OF THE COURT, Chief Administrative Officer, Prl. District & Sessions Court, Chikkaballapura: [824, 586, 941, 818]
